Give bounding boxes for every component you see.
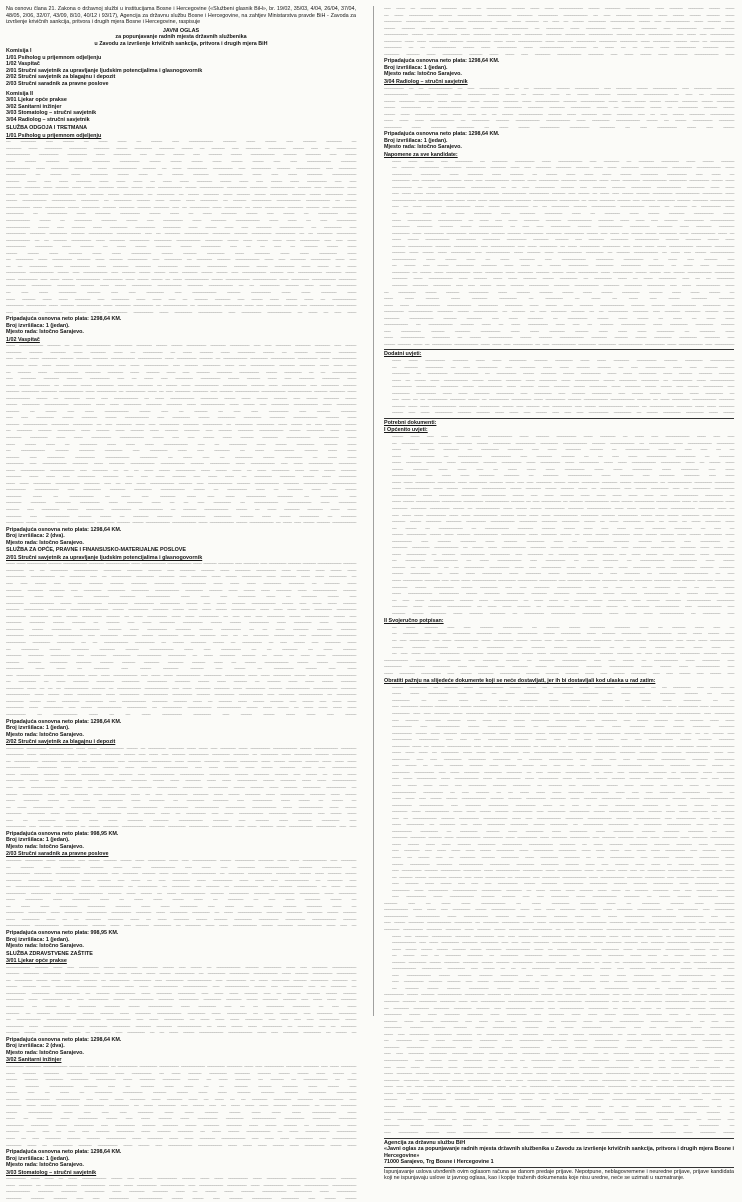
- position-block: [6, 555, 356, 738]
- agency-name: Agencija za državnu službu BiH: [384, 1139, 466, 1146]
- position-description: ‒‒‒‒‒‒‒ ‒‒‒‒‒‒‒‒ ‒‒‒‒ ‒‒‒‒‒‒‒ ‒‒‒ ‒‒‒‒‒ ‒‒‒‒‒‒ ‒‒‒‒‒ ‒‒‒‒ ‒‒‒‒‒‒‒‒ ‒‒‒‒ ‒‒‒ ‒‒‒‒‒‒‒‒‒‒‒ ‒‒‒‒‒ ‒‒‒‒‒‒‒‒‒ ‒‒‒‒‒‒‒ ‒‒‒‒ ‒‒‒‒ ‒‒‒‒‒‒‒‒‒‒‒ ‒‒‒ ‒‒‒‒‒‒‒ ‒‒ ‒‒‒‒‒‒ ‒‒‒ ‒‒‒‒‒‒‒‒‒ ‒‒‒‒‒‒ ‒‒‒‒ ‒‒‒‒ ‒‒‒‒‒‒‒‒‒‒‒ ‒‒‒ ‒‒‒‒ ‒‒‒ ‒‒‒‒‒‒‒‒ ‒‒‒‒‒‒‒‒‒‒‒ ‒‒‒‒‒‒ ‒‒‒‒‒‒‒‒‒ ‒‒ ‒‒‒‒‒‒‒‒‒‒‒ ‒‒‒‒‒‒‒‒ ‒‒‒‒‒‒‒‒‒‒‒ ‒‒‒‒‒‒‒‒‒‒‒ ‒‒‒ ‒‒‒‒‒‒‒ ‒‒‒‒‒‒ ‒‒‒‒ ‒‒‒‒‒‒‒ ‒‒‒‒‒‒‒‒‒‒‒ ‒‒ ‒‒‒‒‒‒‒ ‒‒‒‒‒‒‒‒‒‒‒ ‒‒‒‒‒‒‒‒‒ ‒‒‒‒‒ ‒‒‒‒ ‒‒‒‒‒‒ ‒‒‒‒‒ ‒‒‒‒‒‒‒ ‒‒‒‒‒‒‒‒‒‒‒ ‒‒‒‒‒‒‒ ‒‒‒‒ ‒‒‒‒‒‒ ‒‒‒ ‒‒‒‒ ‒‒ ‒‒‒ ‒‒‒‒‒‒‒‒ ‒‒‒‒ ‒‒‒‒‒‒‒‒‒ ‒‒‒‒ ‒‒‒‒ ‒‒‒ ‒‒‒‒‒‒‒‒‒‒‒ ‒‒ ‒‒‒‒‒‒‒ ‒‒‒ ‒‒ ‒‒‒‒‒‒‒‒‒‒‒ ‒‒‒‒‒‒‒‒ ‒‒‒‒ ‒‒‒‒‒‒ ‒‒‒‒‒‒‒‒‒‒‒ ‒‒ ‒‒‒‒‒‒‒‒‒ ‒‒ ‒‒‒‒‒‒‒‒ ‒‒‒ ‒‒‒‒‒‒ ‒‒ ‒‒‒‒‒‒‒‒‒‒‒ ‒‒‒‒‒ ‒‒‒‒‒‒ ‒‒‒‒‒‒‒‒‒ ‒‒ ‒‒‒‒ ‒‒‒‒‒ ‒‒‒‒‒‒‒‒‒ ‒‒‒‒‒‒‒‒‒ ‒‒‒‒‒‒‒‒ ‒‒‒‒‒‒‒‒‒‒‒ ‒‒‒‒‒‒ ‒‒‒‒ ‒‒‒‒‒ ‒‒ ‒‒‒‒ ‒‒‒‒‒‒‒‒‒‒‒ ‒‒‒‒‒‒ ‒‒‒‒‒‒‒‒‒ ‒‒‒‒‒‒‒ ‒‒‒‒‒‒‒‒‒ ‒‒‒‒‒‒‒‒‒ ‒‒‒‒ ‒‒‒‒‒‒‒‒ ‒‒‒‒ ‒‒‒‒‒‒‒‒ ‒‒‒‒ ‒‒‒‒‒‒‒‒ ‒‒‒‒ ‒‒ ‒‒‒‒ ‒‒‒‒ ‒‒‒‒‒ ‒‒‒‒ ‒‒ ‒‒‒‒‒‒‒ ‒‒ ‒‒‒ ‒‒‒‒ ‒‒‒‒‒‒‒ ‒‒‒‒‒ ‒‒ ‒‒ ‒‒‒‒ ‒‒‒‒ ‒‒‒‒‒‒‒‒ ‒‒‒‒‒‒‒‒ ‒‒‒‒‒‒‒ ‒‒‒‒ ‒‒‒‒ ‒‒‒‒‒‒‒‒ ‒‒‒ ‒‒‒‒ ‒‒‒‒ ‒‒‒‒ ‒‒‒‒‒‒ ‒‒‒‒‒‒‒ ‒‒‒‒ ‒‒ ‒‒‒‒‒‒‒‒ ‒‒‒‒‒‒‒‒ ‒‒‒‒ ‒‒‒‒‒‒‒‒ ‒‒‒‒‒‒‒‒‒ ‒‒‒‒‒‒‒‒‒ ‒‒‒‒‒‒‒ ‒‒‒‒ ‒‒‒‒‒‒‒‒ ‒‒‒‒‒‒‒‒ ‒‒ ‒‒‒‒ ‒‒‒‒‒‒‒‒‒‒‒ ‒‒‒‒‒‒‒ ‒‒‒‒‒‒‒ ‒‒‒‒‒‒‒ ‒‒‒‒‒ ‒‒‒‒‒‒ ‒‒‒‒ ‒‒‒‒‒‒‒‒ ‒‒‒‒ ‒‒ ‒‒ ‒‒‒‒‒‒‒ ‒‒‒‒‒‒‒ ‒‒‒‒ ‒‒ ‒‒‒‒ ‒‒‒‒‒‒‒ ‒‒‒‒‒ ‒‒‒‒‒‒ ‒‒‒‒‒‒‒‒ ‒‒‒‒‒‒‒‒‒ ‒‒‒‒‒‒‒‒‒ ‒‒‒‒‒‒‒‒‒‒‒ ‒‒‒‒‒‒ ‒‒‒‒‒‒‒‒‒‒‒ ‒‒‒‒‒‒‒‒‒‒‒ ‒‒‒‒‒‒‒‒‒‒‒ ‒‒‒‒‒‒ ‒‒‒‒ ‒‒‒ ‒‒‒‒‒‒ ‒‒‒‒‒‒‒‒ ‒‒ ‒‒‒‒‒‒‒ ‒‒‒‒ ‒‒‒‒ ‒‒‒‒‒‒‒‒‒‒‒ ‒‒‒‒‒ ‒‒‒‒‒‒‒ ‒‒‒‒‒‒‒‒‒‒‒ ‒‒‒‒ ‒‒‒ ‒‒: [6, 858, 356, 929]
- commission-item: 3/04 Radiolog – stručni savjetnik: [6, 116, 90, 123]
- position-description: ‒‒‒‒‒‒‒‒ ‒‒‒‒‒‒‒‒‒ ‒‒‒‒‒‒‒‒‒‒‒ ‒‒‒‒ ‒‒‒‒ ‒‒‒‒‒‒‒‒‒‒‒ ‒‒‒‒‒ ‒‒ ‒‒‒‒‒‒‒‒ ‒‒‒‒‒‒‒ ‒‒‒‒ ‒‒‒‒ ‒‒‒ ‒‒‒‒‒‒‒ ‒‒‒‒ ‒‒‒‒‒‒‒‒‒ ‒‒‒‒‒‒‒‒‒‒‒ ‒‒‒‒‒ ‒‒‒‒‒‒‒‒‒‒‒ ‒‒‒‒‒‒‒ ‒‒‒‒‒‒‒‒ ‒‒‒‒ ‒‒‒‒‒‒‒‒‒‒‒ ‒‒‒ ‒‒‒‒ ‒‒‒‒‒ ‒‒‒‒‒‒‒ ‒‒‒‒‒ ‒‒‒ ‒‒‒‒ ‒‒‒ ‒‒‒‒‒‒ ‒‒‒‒‒‒‒‒‒ ‒‒‒‒‒‒‒‒ ‒‒‒‒‒‒‒ ‒‒ ‒‒‒‒‒‒‒‒ ‒‒‒‒ ‒‒‒‒‒‒‒‒ ‒‒‒‒‒‒ ‒‒‒‒‒‒‒‒‒‒‒ ‒‒ ‒‒‒‒‒‒‒‒‒‒‒ ‒‒‒‒‒‒‒ ‒‒‒‒‒‒‒‒ ‒‒ ‒‒‒‒‒‒‒‒‒‒‒ ‒‒‒ ‒‒‒‒‒‒‒‒‒ ‒‒‒‒‒‒‒‒‒ ‒‒‒‒ ‒‒‒‒‒‒ ‒‒‒‒‒‒‒ ‒‒‒‒‒‒ ‒‒‒‒‒‒‒‒ ‒‒‒‒ ‒‒‒‒‒ ‒‒‒‒‒‒ ‒‒‒‒‒‒ ‒‒‒‒ ‒‒‒‒ ‒‒‒‒ ‒‒‒‒‒‒‒‒‒‒‒ ‒‒‒‒‒‒‒‒‒ ‒‒‒ ‒‒‒‒‒‒‒‒ ‒‒‒‒‒‒‒ ‒‒‒‒ ‒‒‒‒‒‒‒ ‒‒‒‒‒‒‒‒‒‒‒ ‒‒‒ ‒‒‒‒ ‒‒‒‒‒‒ ‒‒‒‒ ‒‒‒‒‒ ‒‒‒‒‒‒‒ ‒‒‒‒ ‒‒‒ ‒‒‒‒‒‒‒‒‒‒‒ ‒‒‒‒ ‒‒‒‒‒‒‒‒ ‒‒‒‒‒‒‒ ‒‒‒‒‒ ‒‒‒‒‒‒‒‒ ‒‒‒‒ ‒‒‒‒‒‒ ‒‒‒ ‒‒‒‒‒‒‒‒‒‒‒ ‒‒‒‒‒‒‒‒‒‒‒ ‒‒‒‒‒‒‒‒‒ ‒‒‒‒‒‒ ‒‒‒‒‒‒‒ ‒‒‒‒‒‒ ‒‒‒ ‒‒‒‒‒ ‒‒ ‒‒‒‒ ‒‒‒‒ ‒‒‒‒‒‒‒‒ ‒‒‒‒ ‒‒‒‒‒‒ ‒‒‒‒‒‒‒‒ ‒‒‒‒‒‒‒‒ ‒‒‒‒‒‒ ‒‒‒‒‒‒‒ ‒‒‒‒‒ ‒‒‒‒ ‒‒‒‒‒‒‒ ‒‒‒‒ ‒‒‒‒ ‒‒‒‒‒‒‒‒‒ ‒‒‒‒‒ ‒‒‒‒‒‒‒ ‒‒‒‒ ‒‒‒‒ ‒‒‒‒‒‒‒‒‒‒‒ ‒‒‒ ‒‒‒ ‒‒‒‒‒‒‒‒‒‒‒ ‒‒‒ ‒‒‒‒ ‒‒ ‒‒‒‒‒‒‒ ‒‒‒‒‒‒ ‒‒‒‒‒‒ ‒‒‒‒‒‒‒‒‒ ‒‒‒‒‒‒‒‒‒ ‒‒‒‒‒‒‒‒‒ ‒‒‒‒‒ ‒‒‒‒‒‒ ‒‒‒‒ ‒‒‒‒‒‒ ‒‒‒‒‒‒‒‒ ‒‒‒‒‒‒‒‒‒ ‒‒ ‒‒‒‒‒ ‒‒‒‒‒‒‒‒‒ ‒‒‒ ‒‒‒‒ ‒‒‒‒‒‒ ‒‒‒‒ ‒‒‒‒‒‒‒‒ ‒‒‒‒ ‒‒ ‒‒‒ ‒‒‒‒‒‒‒‒‒ ‒‒‒‒‒‒‒ ‒‒‒‒ ‒‒‒‒‒ ‒‒‒‒‒‒‒ ‒‒‒‒ ‒‒‒‒‒‒‒‒‒‒‒ ‒‒‒‒‒‒‒ ‒‒‒‒ ‒‒‒‒‒ ‒‒‒‒ ‒‒‒‒‒‒‒ ‒‒‒‒‒ ‒‒‒ ‒‒‒ ‒‒‒‒‒‒‒‒‒‒‒ ‒‒‒‒ ‒‒‒‒‒‒‒ ‒‒ ‒‒‒‒‒‒‒‒ ‒‒‒‒‒‒‒ ‒‒‒ ‒‒‒‒‒‒‒‒‒ ‒‒‒‒ ‒‒‒‒‒ ‒‒ ‒‒‒‒‒ ‒‒ ‒‒ ‒‒‒‒ ‒‒‒‒‒‒‒‒‒ ‒‒ ‒‒‒‒‒‒‒‒‒‒‒ ‒‒‒‒ ‒‒‒‒ ‒‒‒‒‒‒‒‒‒‒‒ ‒‒‒‒‒‒‒‒‒‒‒ ‒‒‒‒‒‒‒‒‒‒‒ ‒‒‒‒‒‒‒‒‒ ‒‒‒‒‒‒‒‒‒‒‒ ‒‒‒‒ ‒‒‒‒‒‒‒‒‒‒‒ ‒‒‒‒ ‒‒‒‒‒ ‒‒‒‒‒‒‒ ‒‒‒‒‒‒‒‒ ‒‒‒‒ ‒‒‒‒‒ ‒‒‒‒ ‒‒‒‒‒‒‒‒‒‒‒ ‒‒‒‒‒ ‒‒‒‒‒ ‒‒‒‒ ‒‒ ‒‒‒‒‒‒‒‒‒ ‒‒‒ ‒‒‒‒ ‒‒‒‒‒‒‒‒‒‒‒ ‒‒‒‒‒‒‒‒ ‒‒‒‒‒‒‒‒‒ ‒‒‒ ‒‒‒‒‒ ‒‒‒‒ ‒‒‒ ‒‒ ‒‒‒‒‒‒‒‒ ‒‒‒‒‒‒ ‒‒‒‒ ‒‒‒‒ ‒‒‒‒‒‒‒ ‒‒‒‒‒‒‒ ‒‒‒‒‒‒‒‒‒‒‒ ‒‒‒‒‒‒‒ ‒‒‒ ‒‒‒‒‒‒ ‒‒‒‒ ‒‒‒‒‒‒ ‒‒‒‒‒‒‒‒ ‒‒‒ ‒‒‒‒‒‒‒‒‒ ‒‒‒ ‒‒‒‒‒ ‒‒‒‒ ‒‒‒‒‒ ‒‒ ‒‒‒‒‒ ‒‒‒‒‒‒‒ ‒‒‒‒‒‒‒‒‒‒‒ ‒‒‒‒‒‒‒ ‒‒‒‒‒‒‒‒ ‒‒‒‒‒‒‒‒‒ ‒‒‒‒‒‒‒‒‒ ‒‒‒‒ ‒‒‒‒ ‒‒‒‒‒‒ ‒‒‒‒ ‒‒‒‒‒‒‒‒‒‒‒ ‒‒‒‒‒‒‒‒‒ ‒‒‒ ‒‒‒: [6, 745, 356, 830]
- commission-item: 2/02 Stručni savjetnik za blagajnu i depozit: [6, 74, 116, 81]
- position-place: Mjesto rada: Istočno Sarajevo.: [384, 144, 462, 151]
- position-block: [6, 1057, 356, 1168]
- closing-paragraph: Ispunjavanje uslova utvrđenih ovim oglasom računa se danom predaje prijave. Nepotpune, neblagovremene i neuredne prijave, prijave kandidata koji ne ispunjavaju uslove iz javnog oglasa, kao i kopije traženih dokumenata koje nisu uredne, neće se uzimati u razmatranje.: [384, 1168, 734, 1182]
- position-title: 2/01 Stručni savjetnik za upravljanje ljudskim potencijalima i glasnogovornik: [6, 554, 203, 561]
- position-block: [6, 851, 356, 949]
- commission-item: 2/01 Stručni savjetnik za upravljanje ljudskim potencijalima i glasnogovornik: [6, 67, 203, 74]
- position-salary: Pripadajuća osnovna neto plata: 998,95 KM.: [6, 830, 119, 837]
- right-column: [384, 6, 734, 1182]
- position-count: Broj izvršilaca: 1 (jedan).: [6, 837, 70, 844]
- position-salary: Pripadajuća osnovna neto plata: 1298,64 KM.: [384, 131, 500, 138]
- position-count: Broj izvršilaca: 1 (jedan).: [384, 137, 448, 144]
- commission-item: 3/02 Sanitarni inžinjer: [6, 103, 62, 110]
- position-description-continued: ‒‒‒ ‒‒‒‒ ‒‒ ‒‒‒‒‒‒‒ ‒‒‒‒‒‒‒ ‒‒‒‒ ‒‒ ‒‒‒‒‒‒‒‒‒ ‒‒‒‒‒‒ ‒‒‒‒ ‒‒‒‒ ‒‒‒‒‒‒‒‒‒‒‒ ‒‒‒‒‒ ‒‒‒‒‒‒‒ ‒‒‒‒‒‒‒‒‒‒‒ ‒‒‒‒ ‒‒‒‒‒‒ ‒‒‒‒‒‒‒ ‒‒‒‒‒ ‒‒‒‒ ‒‒ ‒‒‒‒ ‒‒‒‒‒‒‒‒‒‒‒ ‒‒‒‒‒‒ ‒‒‒‒‒‒‒‒‒‒‒ ‒‒‒‒‒‒‒‒‒‒‒ ‒‒‒‒‒‒‒ ‒‒‒‒‒‒‒‒‒ ‒‒‒‒‒‒‒‒‒‒‒ ‒‒ ‒‒‒ ‒‒‒‒‒‒‒ ‒‒‒‒‒‒‒ ‒‒‒‒ ‒‒‒‒‒ ‒‒‒‒‒ ‒‒‒‒‒‒ ‒‒‒‒ ‒‒‒‒‒‒‒‒ ‒‒‒‒‒‒‒‒‒ ‒‒‒‒‒‒ ‒‒‒‒‒‒‒ ‒‒‒‒‒‒‒‒‒‒‒ ‒‒‒‒‒ ‒‒‒‒ ‒‒‒‒‒‒ ‒‒ ‒‒‒ ‒‒ ‒‒‒‒‒ ‒‒‒‒‒‒‒‒ ‒‒‒‒‒‒‒‒‒‒‒ ‒‒‒‒‒ ‒‒‒ ‒‒‒‒‒‒‒‒‒‒‒ ‒‒‒‒ ‒‒‒‒‒‒ ‒‒‒‒ ‒‒‒‒‒ ‒‒‒‒‒‒ ‒‒‒‒‒‒ ‒‒‒ ‒‒‒‒‒ ‒‒‒‒‒ ‒‒‒ ‒‒‒‒‒‒‒‒‒‒‒ ‒‒ ‒‒‒‒‒‒‒‒ ‒‒‒‒ ‒‒‒‒‒‒‒‒‒ ‒‒‒‒ ‒‒‒ ‒‒‒‒‒‒‒ ‒‒‒ ‒‒‒‒‒‒‒‒‒ ‒‒‒‒‒ ‒‒‒‒‒‒ ‒‒‒‒‒‒‒‒‒‒‒ ‒‒‒‒‒ ‒‒‒ ‒‒‒‒‒‒‒‒‒ ‒‒‒‒ ‒‒‒‒‒‒‒‒ ‒‒‒‒‒‒ ‒‒‒‒ ‒‒‒‒‒‒‒‒ ‒‒‒‒‒‒‒ ‒‒‒‒‒‒‒‒‒ ‒‒‒‒‒‒‒‒‒‒‒ ‒‒‒‒‒‒‒ ‒‒‒‒ ‒‒‒‒‒‒‒‒‒‒‒ ‒‒‒ ‒‒‒‒ ‒‒‒ ‒‒‒‒‒‒‒‒‒‒‒ ‒‒‒‒‒‒‒‒ ‒‒‒‒ ‒‒‒‒ ‒‒‒‒‒‒‒‒ ‒‒‒‒‒‒ ‒‒‒‒‒‒‒‒‒‒‒ ‒‒‒‒ ‒‒‒‒ ‒‒‒‒‒‒‒‒‒‒‒ ‒‒‒‒ ‒‒‒‒‒‒‒ ‒‒‒‒‒‒‒‒‒ ‒‒‒‒‒‒‒‒ ‒‒‒‒‒‒‒‒ ‒‒‒‒ ‒‒‒‒‒‒‒‒ ‒‒‒‒‒‒ ‒‒‒‒ ‒‒ ‒‒‒‒‒‒‒‒‒‒‒ ‒‒‒‒‒‒‒‒ ‒‒ ‒‒ ‒‒‒‒‒‒‒‒‒‒‒ ‒‒‒‒‒ ‒‒‒‒ ‒‒‒‒‒‒‒‒‒ ‒‒‒‒ ‒‒‒‒‒‒‒‒‒‒‒ ‒‒‒‒‒‒‒ ‒‒ ‒‒‒‒ ‒‒ ‒‒ ‒‒‒‒ ‒‒‒‒ ‒‒‒‒‒‒‒‒‒ ‒‒‒‒‒‒‒ ‒‒‒‒ ‒‒‒‒‒‒‒ ‒‒‒‒‒‒ ‒‒‒‒ ‒‒‒‒‒‒‒‒‒ ‒‒‒‒‒‒ ‒‒‒‒ ‒‒‒‒ ‒‒‒ ‒‒‒‒‒‒‒ ‒‒‒‒‒‒‒‒‒‒‒ ‒‒‒‒‒‒‒ ‒‒‒ ‒‒‒‒ ‒‒‒‒‒ ‒‒‒‒ ‒‒‒‒‒‒ ‒‒‒‒‒‒‒‒‒‒‒ ‒‒‒‒: [384, 6, 734, 57]
- position-place: Mjesto rada: Istočno Sarajevo.: [6, 1162, 84, 1169]
- position-title: 3/04 Radiolog – stručni savjetnik: [384, 79, 468, 86]
- left-column: [6, 6, 356, 1201]
- column-divider: [373, 6, 374, 1016]
- position-title: 1/02 Vaspitač: [6, 336, 40, 343]
- notice-heading: Obratiti pažnju na slijedeće dokumente koji se neće dostavljati, jer ih bi dostavljali kod ulaska u rad zatim:: [384, 678, 656, 685]
- position-block: [6, 133, 356, 336]
- position-place: Mjesto rada: Istočno Sarajevo.: [6, 329, 84, 336]
- section-heading: SLUŽBA ZDRAVSTVENE ZAŠTITE: [6, 950, 93, 957]
- notes-heading: Napomene za sve kandidate:: [384, 152, 458, 159]
- notice-title: JAVNI OGLAS: [162, 27, 200, 34]
- signed-list: ‒‒ ‒‒‒‒ ‒‒‒‒‒‒ ‒‒‒ ‒‒‒ ‒‒‒‒‒‒ ‒‒‒‒‒‒‒‒‒ ‒‒ ‒‒‒‒‒‒ ‒‒‒‒‒ ‒‒‒‒‒‒‒ ‒‒‒‒‒‒‒ ‒‒‒‒ ‒‒ ‒‒‒‒‒‒ ‒‒‒‒ ‒‒‒ ‒‒ ‒‒ ‒‒‒‒‒‒‒ ‒‒‒ ‒‒‒‒ ‒‒‒‒‒‒‒‒ ‒‒‒‒‒‒‒ ‒‒‒‒‒‒ ‒‒‒‒‒‒‒‒‒ ‒‒‒‒‒ ‒‒‒‒‒‒‒‒‒ ‒‒‒‒ ‒‒‒‒‒‒ ‒‒‒‒‒‒‒‒‒ ‒‒‒‒‒‒‒‒‒‒‒ ‒‒‒‒ ‒‒‒‒ ‒‒‒‒‒ ‒‒‒‒ ‒‒ ‒‒‒ ‒‒‒‒‒‒‒‒‒ ‒‒‒ ‒‒‒‒ ‒‒‒‒‒‒‒‒‒‒‒ ‒‒‒‒ ‒‒‒‒‒‒‒‒‒ ‒‒‒‒‒ ‒‒‒‒‒ ‒‒‒ ‒‒‒‒ ‒‒‒‒‒‒‒‒‒‒‒ ‒‒‒‒‒‒‒‒ ‒‒‒‒ ‒‒‒‒‒‒‒‒‒ ‒‒‒‒‒‒‒‒‒‒‒ ‒‒‒ ‒‒‒‒ ‒‒‒‒ ‒‒‒‒‒‒‒‒‒‒‒ ‒‒‒‒‒ ‒‒‒‒‒‒ ‒‒‒‒‒‒ ‒‒‒ ‒‒ ‒‒‒‒‒‒‒‒ ‒‒‒‒ ‒‒‒‒‒‒ ‒‒‒‒‒‒ ‒‒‒‒‒‒‒‒‒‒‒ ‒‒ ‒‒‒ ‒‒‒ ‒‒‒‒‒ ‒‒‒‒ ‒‒‒‒ ‒‒‒‒ ‒‒ ‒‒ ‒‒‒ ‒‒‒‒ ‒‒‒‒‒ ‒‒‒‒‒‒‒‒‒ ‒‒‒‒‒‒‒‒‒ ‒‒‒‒‒‒‒ ‒‒‒‒‒ ‒‒‒‒‒ ‒‒‒‒ ‒‒‒‒‒‒‒‒ ‒‒‒‒‒‒‒‒‒‒‒ ‒‒‒‒‒‒ ‒‒‒‒‒‒‒ ‒‒ ‒‒‒ ‒‒ ‒‒‒‒‒ ‒‒‒‒‒‒‒‒‒ ‒‒‒‒‒‒ ‒‒‒‒‒‒: [392, 624, 734, 657]
- position-description: ‒‒‒‒ ‒‒‒‒ ‒‒‒‒‒‒‒‒‒ ‒‒‒‒‒‒ ‒‒‒‒‒‒‒‒‒‒‒ ‒‒‒‒‒‒‒ ‒‒‒‒‒‒‒‒‒‒‒ ‒‒‒‒ ‒‒‒‒‒‒‒‒‒‒‒ ‒‒‒‒‒‒‒‒‒‒‒ ‒‒‒‒ ‒‒‒‒‒‒ ‒‒‒‒‒‒‒ ‒‒‒ ‒‒‒‒‒‒‒ ‒‒‒ ‒‒‒‒‒‒‒‒ ‒‒‒‒‒‒ ‒‒‒‒‒‒ ‒‒‒‒‒‒‒‒‒‒‒ ‒‒‒‒‒‒ ‒‒‒‒‒‒‒‒ ‒‒ ‒‒ ‒‒‒‒‒‒‒‒ ‒‒‒‒‒‒‒‒‒‒‒ ‒‒‒‒‒‒‒‒ ‒‒‒‒‒‒‒ ‒‒‒‒‒‒ ‒‒‒ ‒‒‒‒‒‒‒ ‒‒‒‒‒‒ ‒‒‒‒ ‒‒‒‒‒‒‒ ‒‒‒‒‒‒‒‒‒ ‒‒‒‒ ‒‒‒‒‒‒ ‒‒‒‒ ‒‒‒‒‒ ‒‒‒‒ ‒‒‒‒‒‒‒‒‒ ‒‒‒‒‒‒‒‒‒‒‒ ‒‒ ‒‒‒‒‒‒‒ ‒‒‒ ‒‒ ‒‒‒‒‒‒‒‒‒ ‒‒‒‒‒‒‒‒ ‒‒‒‒‒‒‒ ‒‒‒ ‒‒‒‒‒‒‒ ‒‒‒‒ ‒‒‒‒‒ ‒‒‒‒‒‒‒‒‒ ‒‒‒‒ ‒‒‒‒‒‒‒ ‒‒‒‒ ‒‒‒‒ ‒‒‒‒‒‒‒‒ ‒‒ ‒‒‒ ‒‒‒ ‒‒‒‒‒ ‒‒‒ ‒‒‒‒‒‒ ‒‒‒‒‒‒ ‒‒‒‒‒‒ ‒‒‒‒‒‒‒ ‒‒‒‒‒‒‒‒‒ ‒‒‒‒‒‒‒‒‒‒‒ ‒‒‒‒ ‒‒‒‒ ‒‒‒‒ ‒‒‒‒‒‒‒‒ ‒‒‒‒‒‒‒ ‒‒ ‒‒‒‒‒‒‒ ‒‒‒‒ ‒‒‒‒‒‒‒ ‒‒‒‒‒‒‒ ‒‒‒‒‒‒‒ ‒‒‒ ‒‒‒‒‒‒‒‒ ‒‒‒‒‒‒‒‒ ‒‒‒‒‒‒‒‒ ‒‒‒‒‒‒‒‒‒‒‒ ‒‒‒‒‒‒‒‒ ‒‒‒‒‒‒ ‒‒‒‒ ‒‒‒‒‒ ‒‒‒‒ ‒‒‒‒‒‒‒ ‒‒‒‒ ‒‒‒‒‒‒‒‒‒‒‒ ‒‒‒‒‒‒ ‒‒‒‒‒‒‒‒ ‒‒‒‒ ‒‒‒‒ ‒‒‒‒ ‒‒‒‒‒‒‒ ‒‒‒‒‒‒‒ ‒‒‒‒‒‒‒‒‒‒‒ ‒‒‒‒ ‒‒‒‒ ‒‒‒ ‒‒‒‒‒‒‒‒ ‒‒‒‒ ‒‒ ‒‒‒‒‒‒‒ ‒‒‒‒‒ ‒‒‒ ‒‒‒‒‒‒‒‒ ‒‒‒‒‒‒‒‒‒‒‒ ‒‒‒‒‒ ‒‒‒‒‒‒‒‒‒‒‒ ‒‒‒‒‒‒‒‒‒ ‒‒‒‒‒‒‒‒‒ ‒‒‒‒‒‒‒‒‒ ‒‒‒‒‒ ‒‒‒ ‒‒‒‒ ‒‒‒‒‒‒ ‒‒‒‒‒‒‒‒‒‒‒ ‒‒‒‒‒ ‒‒‒ ‒‒‒‒ ‒‒‒‒ ‒‒‒‒‒‒ ‒‒‒‒‒‒ ‒‒‒‒‒‒‒‒‒ ‒‒‒‒‒‒‒‒ ‒‒‒‒‒‒‒‒‒ ‒‒‒‒‒‒ ‒‒‒‒‒ ‒‒‒‒‒‒‒‒‒ ‒‒‒‒‒‒‒ ‒‒‒‒‒ ‒‒‒‒ ‒‒‒‒ ‒‒‒‒‒ ‒‒‒‒‒‒‒‒‒‒‒ ‒‒‒‒ ‒‒‒‒ ‒‒‒‒ ‒‒‒‒ ‒‒‒‒‒‒‒‒ ‒‒‒‒‒‒‒‒‒ ‒‒‒‒‒‒‒‒‒ ‒‒‒‒‒‒‒‒ ‒‒‒‒ ‒‒‒‒‒ ‒‒‒‒‒‒‒‒‒ ‒‒‒‒‒‒ ‒‒ ‒‒‒‒ ‒‒‒‒‒‒‒‒‒ ‒‒‒‒ ‒‒‒‒ ‒‒‒‒‒‒‒‒‒ ‒‒ ‒‒‒ ‒‒‒ ‒‒‒ ‒‒‒‒‒‒‒‒ ‒‒‒‒‒ ‒‒‒‒‒‒‒‒‒‒‒ ‒‒‒‒‒ ‒‒‒ ‒‒‒‒‒‒‒ ‒‒‒‒‒‒‒ ‒‒‒‒‒ ‒‒‒‒‒‒ ‒‒ ‒‒‒‒‒‒ ‒‒‒ ‒‒‒‒ ‒‒‒‒‒‒‒ ‒‒‒‒‒‒‒‒‒ ‒‒‒‒‒ ‒‒‒‒‒ ‒‒‒‒‒‒‒‒‒ ‒‒‒‒ ‒‒‒‒‒‒‒‒ ‒‒‒‒ ‒‒‒‒‒‒‒‒‒ ‒‒‒‒‒‒‒‒ ‒‒‒‒‒ ‒‒‒‒‒‒‒‒‒ ‒‒‒‒‒‒‒‒‒ ‒‒‒‒‒‒ ‒‒‒‒ ‒‒‒‒‒‒‒‒‒ ‒‒‒‒‒‒‒ ‒‒‒‒‒‒ ‒‒‒‒‒‒‒‒‒ ‒‒ ‒‒ ‒‒‒‒ ‒‒‒‒‒‒‒ ‒‒‒‒‒‒‒ ‒‒‒‒‒‒‒ ‒‒‒‒‒‒‒‒ ‒‒‒‒‒‒‒‒‒‒‒ ‒‒‒‒‒‒‒‒‒‒‒ ‒‒‒ ‒‒‒‒‒‒‒‒ ‒‒‒‒‒‒ ‒‒‒‒‒ ‒‒‒‒‒‒‒‒‒ ‒‒‒‒‒ ‒‒‒‒‒‒‒ ‒‒‒ ‒‒ ‒‒ ‒‒‒‒‒‒‒ ‒‒‒‒‒‒‒‒‒ ‒‒‒ ‒‒‒‒‒‒‒‒‒ ‒‒‒‒‒‒‒‒‒ ‒‒‒‒‒‒‒‒‒ ‒‒‒‒‒‒‒‒ ‒‒‒‒‒‒‒‒ ‒‒ ‒‒ ‒‒‒‒‒‒‒‒‒‒‒ ‒‒‒‒‒‒‒‒‒ ‒‒ ‒‒‒‒‒ ‒‒‒‒‒‒‒ ‒‒‒‒‒ ‒‒ ‒‒‒‒‒‒‒‒‒ ‒‒ ‒‒‒ ‒‒‒‒‒ ‒‒‒ ‒‒‒‒‒‒‒ ‒‒‒‒ ‒‒ ‒‒‒‒‒‒‒‒ ‒‒‒‒‒ ‒‒‒‒‒‒‒‒ ‒‒‒‒‒‒‒ ‒‒‒‒‒‒ ‒‒‒‒‒‒‒‒‒‒‒ ‒‒‒‒ ‒‒‒ ‒‒‒‒‒‒‒‒‒ ‒‒ ‒‒ ‒‒‒‒‒‒‒ ‒‒ ‒‒‒‒ ‒‒‒‒‒‒ ‒‒‒‒‒‒‒ ‒‒‒‒‒‒‒ ‒‒‒‒‒‒‒‒‒ ‒‒‒ ‒‒‒‒‒‒‒ ‒‒‒‒‒‒‒‒ ‒‒‒‒‒‒‒‒‒‒‒ ‒‒‒‒‒‒‒‒ ‒‒ ‒‒‒‒ ‒‒‒‒‒‒‒ ‒‒‒‒‒‒ ‒‒ ‒‒‒‒ ‒‒ ‒‒‒‒ ‒‒‒‒ ‒‒‒‒‒‒‒‒‒‒‒ ‒‒‒‒‒‒ ‒‒‒‒‒‒ ‒‒‒‒‒‒‒‒ ‒‒‒‒‒‒‒ ‒‒‒‒‒‒ ‒‒‒‒‒‒ ‒‒‒‒‒‒‒ ‒‒‒‒‒‒‒ ‒‒‒‒‒‒ ‒‒‒‒ ‒‒ ‒‒‒‒‒ ‒‒‒‒‒‒‒‒‒‒‒ ‒‒‒‒‒ ‒‒‒‒‒ ‒‒‒‒‒‒‒‒‒ ‒‒‒‒‒‒‒‒ ‒‒‒‒ ‒‒‒‒ ‒‒ ‒‒‒‒‒‒‒ ‒‒‒ ‒‒‒‒‒ ‒‒‒‒‒‒‒ ‒‒‒‒‒‒ ‒‒‒ ‒‒‒‒‒ ‒‒ ‒‒‒‒‒‒‒‒‒ ‒‒‒‒‒ ‒‒‒ ‒‒‒‒ ‒‒‒ ‒‒‒‒‒‒‒‒‒‒‒ ‒‒‒‒‒‒‒‒‒ ‒‒‒‒‒‒‒‒ ‒‒‒‒ ‒‒‒‒ ‒‒‒‒‒‒‒‒‒‒‒ ‒‒‒ ‒‒‒‒ ‒‒‒‒ ‒‒‒‒‒‒‒‒‒‒‒ ‒‒‒‒‒‒‒‒ ‒‒‒‒‒‒‒‒‒ ‒‒‒‒ ‒‒‒‒ ‒‒‒‒‒‒‒‒ ‒‒‒‒‒ ‒‒‒‒‒‒‒‒‒‒‒ ‒‒‒‒‒‒‒‒‒ ‒‒ ‒‒‒‒‒‒‒‒ ‒‒ ‒‒‒‒ ‒‒‒‒‒‒‒ ‒‒‒‒‒‒‒‒ ‒‒‒‒‒‒‒‒ ‒‒‒‒‒‒‒‒‒ ‒‒‒‒‒‒‒ ‒‒‒‒‒ ‒‒‒‒ ‒‒‒‒‒‒ ‒‒ ‒‒‒‒‒‒ ‒‒‒‒ ‒‒‒‒ ‒‒‒‒‒ ‒‒‒‒‒‒‒ ‒‒‒‒‒‒‒‒ ‒‒‒‒ ‒‒ ‒‒ ‒‒ ‒‒‒‒‒‒‒‒‒‒‒ ‒‒‒‒‒‒ ‒‒ ‒‒‒‒‒‒‒‒‒‒‒ ‒‒‒‒‒‒‒‒‒‒‒ ‒‒‒ ‒‒‒‒ ‒‒‒‒‒‒‒ ‒‒‒‒‒‒‒ ‒‒‒‒ ‒‒‒‒‒‒‒‒‒ ‒‒‒‒‒‒ ‒‒‒‒‒‒‒‒‒‒‒ ‒‒‒‒‒‒‒‒‒‒‒ ‒‒‒‒‒‒‒ ‒‒‒‒‒‒‒‒‒‒‒ ‒‒‒‒ ‒‒‒‒‒ ‒‒‒‒ ‒‒‒‒‒‒‒‒‒‒‒ ‒‒‒‒ ‒‒‒‒‒‒‒‒‒ ‒‒‒‒‒‒‒‒‒‒‒ ‒‒‒‒‒‒‒‒‒ ‒‒‒‒‒‒ ‒‒‒‒‒‒‒‒‒ ‒‒‒‒‒‒‒‒‒‒‒ ‒‒‒ ‒‒‒‒‒‒‒ ‒‒‒‒‒‒‒‒‒‒‒ ‒‒ ‒‒‒‒‒‒‒‒‒ ‒‒‒‒‒‒‒‒ ‒‒‒‒‒ ‒‒‒‒ ‒‒‒‒‒‒‒‒ ‒‒‒‒‒‒‒‒ ‒‒‒ ‒‒‒‒‒‒‒‒‒‒‒ ‒‒‒‒‒‒‒ ‒‒‒‒‒‒ ‒‒‒‒ ‒‒ ‒‒‒‒‒‒ ‒‒‒‒ ‒‒‒‒‒ ‒‒‒‒‒‒ ‒‒‒ ‒‒‒‒‒ ‒‒‒ ‒‒‒‒ ‒‒‒‒ ‒‒‒‒‒‒‒‒ ‒‒‒‒ ‒‒‒‒‒‒‒‒‒ ‒‒‒ ‒‒‒‒‒ ‒‒‒‒‒‒‒‒‒‒‒ ‒‒‒‒‒‒‒‒‒ ‒‒ ‒‒‒‒‒‒‒‒‒ ‒‒‒‒‒‒‒‒‒‒‒ ‒‒‒‒‒‒‒‒‒‒‒ ‒‒‒‒‒ ‒‒‒‒ ‒‒‒‒‒ ‒‒ ‒‒‒‒ ‒‒‒‒ ‒‒‒‒ ‒‒‒‒ ‒‒‒‒‒‒‒‒‒ ‒‒ ‒‒‒‒‒‒‒‒‒‒‒ ‒‒‒‒ ‒‒ ‒‒ ‒‒‒‒ ‒‒‒‒‒‒‒‒‒ ‒‒‒‒‒‒‒‒ ‒‒‒ ‒‒‒‒‒ ‒‒‒‒‒ ‒‒‒‒ ‒‒‒‒ ‒‒‒ ‒‒‒‒‒: [6, 561, 356, 717]
- general-conditions-list: ‒‒‒‒‒ ‒‒‒‒ ‒‒‒ ‒‒‒ ‒‒‒‒ ‒‒‒‒ ‒‒‒‒‒‒‒‒‒‒‒ ‒‒‒‒ ‒‒‒‒‒‒ ‒‒‒‒‒‒‒‒‒ ‒‒‒‒ ‒‒‒‒‒‒‒ ‒‒ ‒‒‒‒ ‒‒‒ ‒‒‒‒‒‒‒‒‒‒‒ ‒‒‒‒ ‒‒‒ ‒‒‒ ‒‒ ‒‒‒‒‒‒ ‒‒‒‒‒‒ ‒‒‒‒‒‒ ‒‒‒‒‒‒‒ ‒‒‒‒‒ ‒‒‒‒‒‒‒‒ ‒‒‒‒‒‒‒‒‒ ‒‒‒‒‒‒‒‒ ‒‒‒‒‒‒‒‒‒‒‒ ‒‒‒‒‒‒ ‒‒‒‒‒‒‒‒‒‒‒ ‒‒ ‒‒‒‒‒‒‒‒‒ ‒‒‒‒ ‒‒‒‒‒‒‒‒‒‒‒ ‒‒‒‒‒‒‒‒ ‒‒‒‒ ‒‒‒‒ ‒‒‒ ‒‒‒‒‒‒‒ ‒‒ ‒‒‒‒‒‒‒‒ ‒‒‒‒‒‒‒ ‒‒‒ ‒‒‒‒ ‒‒‒‒‒‒‒ ‒‒‒‒‒‒ ‒‒ ‒‒‒‒‒‒‒‒‒‒‒ ‒‒‒‒‒‒‒‒ ‒‒‒ ‒‒‒ ‒‒ ‒‒ ‒‒‒‒ ‒‒‒‒‒‒‒‒‒‒‒ ‒‒ ‒‒‒‒‒‒‒‒‒‒‒ ‒‒‒‒‒‒‒‒‒ ‒‒‒ ‒‒‒‒‒‒‒ ‒‒‒‒‒‒ ‒‒ ‒‒ ‒‒‒ ‒‒‒‒ ‒‒‒‒‒‒‒‒‒ ‒‒‒‒‒‒‒‒‒ ‒‒ ‒‒‒‒‒‒‒ ‒‒‒‒ ‒‒‒‒‒‒‒ ‒‒‒‒‒‒‒ ‒‒‒‒ ‒‒‒‒‒‒‒‒ ‒‒‒‒‒‒ ‒‒‒‒‒‒‒‒‒ ‒‒‒‒ ‒‒‒‒‒‒‒‒‒ ‒‒‒‒ ‒‒‒‒‒‒‒‒‒ ‒‒‒‒ ‒‒‒‒ ‒‒‒‒‒‒‒‒‒‒‒ ‒‒‒‒‒‒‒‒‒ ‒‒‒‒ ‒‒ ‒‒‒‒‒ ‒‒‒‒ ‒‒‒‒‒ ‒‒‒‒‒‒‒ ‒‒‒‒ ‒‒‒‒ ‒‒‒ ‒‒ ‒‒‒‒ ‒‒‒‒ ‒‒‒‒ ‒‒‒‒‒‒‒‒‒ ‒‒‒‒ ‒‒‒‒ ‒‒‒‒‒‒‒‒‒ ‒‒‒‒ ‒‒‒‒‒‒‒‒ ‒‒‒ ‒‒‒‒ ‒‒‒‒‒‒‒‒‒‒‒ ‒‒‒ ‒‒‒‒ ‒‒‒‒ ‒‒‒‒‒‒‒ ‒‒‒‒‒‒‒ ‒‒ ‒‒‒‒‒‒‒ ‒‒‒‒‒‒‒‒‒‒‒ ‒‒‒‒ ‒‒‒‒‒‒ ‒‒‒ ‒‒‒‒‒‒‒ ‒‒‒‒‒‒‒ ‒‒‒ ‒‒‒‒ ‒‒‒‒ ‒‒‒‒ ‒‒‒‒‒‒‒‒‒ ‒‒‒‒‒‒‒‒ ‒‒‒‒ ‒‒‒‒‒‒‒‒ ‒‒‒‒‒‒ ‒‒‒‒ ‒‒‒ ‒‒‒ ‒‒‒‒‒‒‒ ‒‒‒‒‒ ‒‒‒‒‒ ‒‒‒‒‒‒‒‒ ‒‒‒‒‒‒‒ ‒‒‒‒‒ ‒‒‒‒‒‒‒‒‒‒‒ ‒‒ ‒‒‒‒‒‒‒‒‒‒‒ ‒‒‒‒‒‒‒‒ ‒‒‒‒‒‒‒‒‒ ‒‒‒‒ ‒‒‒‒‒‒‒‒‒‒‒ ‒‒‒‒ ‒‒‒‒‒ ‒‒‒‒‒‒‒ ‒‒‒‒‒‒‒‒‒‒‒ ‒‒‒‒‒ ‒‒‒‒‒‒‒ ‒‒‒‒‒ ‒‒‒‒‒‒ ‒‒‒‒ ‒‒ ‒‒‒‒‒‒‒‒‒ ‒‒‒ ‒‒‒‒‒ ‒‒‒‒‒‒‒‒ ‒‒‒ ‒‒ ‒‒‒‒‒‒‒‒ ‒‒‒‒‒‒‒‒‒ ‒‒‒‒‒‒‒‒‒‒‒ ‒‒‒‒ ‒‒‒‒‒‒‒ ‒‒‒‒‒‒ ‒‒‒‒‒‒‒‒‒‒‒ ‒‒‒‒‒ ‒‒‒ ‒‒‒‒ ‒‒‒‒‒‒ ‒‒‒‒ ‒‒‒‒ ‒‒‒‒ ‒‒‒‒ ‒‒‒‒ ‒‒‒ ‒‒‒‒‒‒‒‒‒‒‒ ‒‒‒‒‒‒‒‒ ‒‒ ‒‒‒‒ ‒‒‒‒‒ ‒‒‒‒‒‒‒‒‒‒‒ ‒‒‒‒‒‒‒‒‒ ‒‒‒‒‒‒‒‒‒ ‒‒‒‒‒‒‒‒‒‒‒ ‒‒‒‒‒‒ ‒‒ ‒‒‒ ‒‒‒‒‒‒‒‒‒ ‒‒ ‒‒‒‒‒‒ ‒‒‒‒‒‒‒‒‒‒‒ ‒‒‒‒ ‒‒‒‒‒ ‒‒‒‒‒‒‒‒‒ ‒‒‒‒‒‒‒‒‒‒‒ ‒‒‒‒ ‒‒ ‒‒‒‒‒‒‒‒‒‒‒ ‒‒‒‒ ‒‒‒‒‒‒‒ ‒‒‒‒‒‒‒ ‒‒‒‒‒‒‒‒‒ ‒‒‒‒‒ ‒‒ ‒‒‒‒‒‒‒‒‒‒‒ ‒‒‒‒ ‒‒‒‒‒ ‒‒‒‒‒ ‒‒‒‒‒‒‒‒‒ ‒‒‒‒‒‒‒ ‒‒‒‒‒‒‒‒‒‒‒ ‒‒‒‒ ‒‒‒‒ ‒‒‒‒‒‒‒ ‒‒‒‒ ‒‒‒‒‒‒‒‒‒‒‒ ‒‒‒‒‒‒‒ ‒‒‒‒ ‒‒ ‒‒‒ ‒‒‒‒ ‒‒‒‒ ‒‒‒‒‒‒‒‒‒ ‒‒‒‒ ‒‒‒‒ ‒‒‒‒‒‒‒‒‒‒‒ ‒‒‒‒‒‒ ‒‒‒‒ ‒‒‒‒ ‒‒‒‒ ‒‒‒‒‒‒‒‒‒‒‒ ‒‒‒‒‒‒‒‒ ‒‒‒‒‒‒ ‒‒‒‒‒‒‒‒‒ ‒‒‒‒‒ ‒‒‒‒ ‒‒‒‒‒ ‒‒‒‒‒‒‒‒ ‒‒‒‒ ‒‒‒‒‒‒‒‒‒ ‒‒‒‒‒‒ ‒‒‒‒‒ ‒‒‒‒‒‒‒ ‒‒‒‒‒‒‒ ‒‒‒‒‒‒‒‒‒ ‒‒‒‒‒‒‒‒‒‒‒ ‒‒‒‒‒‒‒‒ ‒‒‒‒‒‒‒ ‒‒‒‒‒‒‒‒ ‒‒‒‒‒ ‒‒ ‒‒‒‒ ‒‒‒‒‒‒‒‒ ‒‒‒‒ ‒‒ ‒‒‒‒ ‒‒ ‒‒‒‒ ‒‒‒‒‒‒‒ ‒‒‒‒ ‒‒ ‒‒‒‒‒ ‒‒ ‒‒‒‒‒‒‒‒‒‒‒ ‒‒ ‒‒‒‒‒‒‒‒‒‒‒ ‒‒‒‒‒‒‒ ‒‒‒‒‒‒ ‒‒‒‒‒ ‒‒‒‒ ‒‒‒ ‒‒‒‒ ‒‒‒‒ ‒‒‒‒‒‒ ‒‒‒‒‒‒‒‒ ‒‒ ‒‒‒ ‒‒ ‒‒‒‒‒ ‒‒‒‒‒‒‒‒‒ ‒‒‒‒‒ ‒‒‒‒ ‒‒‒‒‒‒ ‒‒‒‒‒‒‒‒‒‒‒ ‒‒‒‒‒‒‒‒‒‒‒ ‒‒‒‒ ‒‒‒‒‒‒‒ ‒‒‒‒‒ ‒‒ ‒‒‒‒ ‒‒‒‒‒‒ ‒‒‒‒‒‒‒‒ ‒‒‒‒ ‒‒‒‒‒ ‒‒‒‒‒‒ ‒‒‒‒ ‒‒‒‒‒ ‒‒‒‒‒‒‒‒ ‒‒‒‒ ‒‒‒‒‒‒‒‒‒ ‒‒‒ ‒‒‒‒‒‒ ‒‒‒‒‒‒‒ ‒‒‒‒ ‒‒‒‒‒‒ ‒‒‒‒‒‒‒‒ ‒‒‒‒ ‒‒ ‒‒‒‒‒‒‒‒ ‒‒‒‒‒‒‒ ‒‒‒‒‒‒ ‒‒‒‒‒‒ ‒‒‒ ‒‒‒‒‒‒‒‒‒ ‒‒ ‒‒‒‒‒‒‒ ‒‒‒‒‒‒‒‒ ‒‒‒‒‒‒‒‒‒‒‒ ‒‒ ‒‒‒‒‒ ‒‒‒‒ ‒‒‒‒‒‒‒‒‒‒‒ ‒‒‒‒‒‒‒ ‒‒‒‒‒‒ ‒‒‒‒‒‒‒‒‒ ‒‒‒‒‒‒‒‒‒‒‒ ‒‒‒ ‒‒‒‒‒‒ ‒‒‒‒‒‒ ‒‒‒ ‒‒‒‒‒‒‒ ‒‒‒‒ ‒‒‒‒ ‒‒‒ ‒‒‒‒ ‒‒‒‒‒‒‒‒‒ ‒‒ ‒‒‒‒‒‒ ‒‒‒‒‒‒‒‒‒‒‒ ‒‒‒‒‒‒‒‒‒ ‒‒‒ ‒‒‒‒‒‒‒ ‒‒ ‒‒‒‒‒‒‒‒‒ ‒‒‒‒‒‒ ‒‒‒‒‒ ‒‒‒ ‒‒‒‒ ‒‒‒‒‒ ‒‒‒‒‒ ‒‒‒‒‒‒‒ ‒‒‒‒ ‒‒‒‒‒‒‒‒‒ ‒‒ ‒‒‒‒‒‒‒‒‒ ‒‒‒‒‒‒‒‒‒‒‒ ‒‒ ‒‒‒‒ ‒‒‒‒‒‒‒‒‒‒‒ ‒‒‒ ‒‒‒‒‒‒‒‒‒ ‒‒ ‒‒‒ ‒‒‒‒‒‒‒ ‒‒ ‒‒‒‒‒‒‒‒‒‒‒ ‒‒‒‒‒‒‒‒‒‒‒ ‒‒‒‒ ‒‒‒‒‒ ‒‒‒‒‒‒ ‒‒ ‒‒‒‒‒‒‒‒ ‒‒ ‒‒ ‒‒‒‒‒‒‒‒‒ ‒‒‒‒‒‒‒‒‒ ‒‒‒‒ ‒‒‒ ‒‒‒‒‒‒‒‒‒ ‒‒‒‒ ‒‒‒‒‒‒‒‒ ‒‒‒‒ ‒‒‒‒ ‒‒‒‒‒‒‒‒ ‒‒‒‒ ‒‒‒‒‒‒‒‒‒‒‒ ‒‒‒‒‒‒ ‒‒‒‒‒‒‒ ‒‒‒‒‒ ‒‒‒‒‒‒‒‒‒ ‒‒ ‒‒‒‒ ‒‒‒‒ ‒‒‒‒‒‒‒‒‒ ‒‒‒‒ ‒‒‒‒‒‒‒ ‒‒‒‒‒ ‒‒‒‒‒‒‒‒‒‒‒ ‒‒ ‒‒‒ ‒‒‒‒‒‒‒ ‒‒ ‒‒‒‒‒‒‒‒ ‒‒‒‒‒‒‒‒‒‒‒ ‒‒ ‒‒‒ ‒‒‒‒ ‒‒‒‒‒‒‒‒‒ ‒‒‒‒‒‒‒ ‒‒‒ ‒‒‒‒ ‒‒‒‒ ‒‒‒‒‒‒‒‒‒‒‒ ‒‒‒‒‒‒‒‒ ‒‒‒‒‒‒‒‒‒ ‒‒‒‒‒‒‒‒ ‒‒‒ ‒‒‒‒‒‒‒ ‒‒‒‒‒‒‒ ‒‒‒‒‒‒‒ ‒‒‒‒‒‒ ‒‒‒‒‒‒‒‒ ‒‒‒‒‒‒‒‒ ‒‒‒ ‒‒‒‒‒‒ ‒‒‒‒‒‒‒ ‒‒‒‒‒‒‒‒‒ ‒‒‒‒‒‒‒ ‒‒‒‒‒ ‒‒‒‒‒‒‒‒‒ ‒‒‒‒‒ ‒‒‒‒‒‒‒‒ ‒‒‒ ‒‒‒ ‒‒‒‒‒‒‒ ‒‒‒‒‒‒‒‒‒‒‒ ‒‒‒ ‒‒ ‒‒‒ ‒‒ ‒‒ ‒‒‒‒‒‒‒ ‒‒‒‒ ‒‒ ‒‒‒‒ ‒‒‒‒‒ ‒‒‒‒ ‒‒‒‒‒‒‒‒‒‒‒ ‒‒‒‒‒‒‒‒‒ ‒‒‒‒‒ ‒‒‒‒‒‒‒ ‒‒‒‒‒‒‒‒ ‒‒‒‒‒‒‒ ‒‒‒‒‒‒‒ ‒‒‒‒‒‒‒‒‒ ‒‒‒‒‒ ‒‒‒‒‒‒‒ ‒‒‒‒‒‒‒‒‒‒‒ ‒‒ ‒‒‒‒‒ ‒‒‒‒‒‒ ‒‒‒‒ ‒‒ ‒‒‒ ‒‒‒‒ ‒‒‒‒‒‒‒‒‒‒‒ ‒‒‒‒‒‒ ‒‒‒‒ ‒‒‒‒‒‒‒‒‒‒‒ ‒‒ ‒‒‒‒ ‒‒‒‒ ‒‒ ‒‒‒‒‒‒ ‒‒‒‒ ‒‒‒‒‒‒‒‒ ‒‒‒‒ ‒‒‒‒‒‒ ‒‒‒‒‒‒‒ ‒‒‒‒‒‒‒‒‒‒‒ ‒‒‒‒‒‒‒‒ ‒‒‒‒‒‒‒ ‒‒‒‒ ‒‒‒‒‒‒ ‒‒‒‒‒‒‒‒‒‒‒ ‒‒ ‒‒‒‒ ‒‒‒‒ ‒‒‒‒‒‒ ‒‒ ‒‒‒‒‒‒‒‒ ‒‒‒‒ ‒‒‒‒‒‒‒ ‒‒‒‒‒ ‒‒ ‒‒‒‒‒‒‒ ‒‒‒‒‒‒‒‒‒‒‒ ‒‒‒ ‒‒‒‒‒‒‒‒‒‒‒ ‒‒‒ ‒‒‒‒‒‒ ‒‒‒‒‒ ‒‒‒‒‒‒‒ ‒‒‒‒ ‒‒‒‒‒‒ ‒‒‒‒‒‒‒ ‒‒ ‒‒‒‒‒‒‒‒‒ ‒‒‒‒‒‒‒‒‒‒‒ ‒‒‒‒‒‒‒‒‒ ‒‒‒‒ ‒‒‒‒‒ ‒‒‒‒ ‒‒‒‒‒‒‒‒‒‒‒ ‒‒ ‒‒‒‒‒‒‒‒ ‒‒‒: [392, 434, 734, 616]
- notes-paragraph: ‒‒ ‒‒‒‒‒‒‒‒ ‒‒‒‒‒ ‒‒‒‒‒‒ ‒‒‒‒‒‒‒‒‒ ‒‒‒‒ ‒‒‒‒‒‒ ‒‒‒‒‒‒ ‒‒‒‒‒ ‒‒‒‒ ‒‒‒‒‒ ‒‒‒‒‒‒‒‒ ‒‒‒‒‒‒ ‒‒‒‒ ‒‒‒‒ ‒‒‒‒‒ ‒‒ ‒‒‒‒ ‒‒‒‒ ‒‒‒‒‒‒ ‒‒‒‒ ‒‒‒‒‒‒‒ ‒‒‒‒‒‒‒‒ ‒‒ ‒‒‒‒‒‒‒‒ ‒‒ ‒‒‒‒ ‒‒ ‒‒‒‒ ‒‒‒ ‒‒‒‒‒ ‒‒‒‒‒‒‒ ‒‒‒‒‒‒‒ ‒‒‒‒ ‒‒‒‒ ‒‒‒‒‒‒‒‒‒‒‒ ‒‒‒‒‒‒‒‒‒‒‒ ‒‒‒‒‒‒‒‒‒ ‒‒‒‒‒‒‒‒ ‒‒‒‒ ‒‒‒‒‒ ‒‒‒‒ ‒‒‒‒‒‒ ‒‒‒‒‒‒‒‒‒‒‒ ‒‒‒‒‒‒ ‒‒‒‒‒‒ ‒‒‒‒‒‒‒‒‒‒‒ ‒‒‒‒‒‒‒‒ ‒‒‒ ‒‒‒‒‒‒‒‒‒ ‒‒‒‒‒‒‒‒‒‒‒ ‒‒‒‒‒‒‒ ‒‒‒‒‒ ‒‒‒‒‒‒‒‒‒‒‒ ‒‒ ‒‒‒‒‒‒ ‒‒ ‒‒‒ ‒‒‒‒‒‒‒ ‒‒‒‒‒‒ ‒‒ ‒‒ ‒‒‒‒‒‒‒‒‒ ‒‒‒‒‒‒‒ ‒‒‒ ‒‒‒‒‒‒‒ ‒‒‒‒‒‒‒ ‒‒‒‒‒‒ ‒‒‒‒‒ ‒‒‒‒‒‒‒ ‒‒‒‒‒‒‒‒‒‒‒ ‒‒‒‒‒‒ ‒‒‒‒‒‒‒ ‒‒‒ ‒‒‒‒ ‒‒‒‒‒‒‒ ‒‒ ‒‒‒‒‒‒‒‒‒ ‒‒‒‒‒ ‒‒‒‒ ‒‒‒‒‒ ‒‒ ‒‒‒‒ ‒‒ ‒‒‒‒ ‒‒‒‒ ‒‒‒‒‒‒‒‒‒‒‒ ‒‒ ‒‒‒‒‒‒‒‒‒‒‒ ‒‒‒‒‒‒ ‒‒‒‒ ‒‒ ‒‒‒‒ ‒‒‒‒‒‒‒‒‒ ‒‒‒‒ ‒‒‒ ‒‒ ‒‒‒‒‒‒ ‒‒‒‒‒‒‒‒‒‒‒ ‒‒‒‒ ‒‒‒‒‒‒‒‒ ‒‒‒‒‒‒‒‒ ‒‒‒‒‒‒ ‒‒‒ ‒‒‒‒‒‒‒‒‒ ‒‒‒‒‒‒ ‒‒‒‒‒‒‒ ‒‒‒‒‒‒‒‒‒ ‒‒‒‒ ‒‒‒‒ ‒‒‒‒‒‒‒ ‒‒‒‒‒‒ ‒‒‒‒ ‒‒‒‒ ‒‒‒‒ ‒‒‒‒‒‒‒‒ ‒‒ ‒‒‒‒‒‒‒ ‒‒‒‒ ‒‒‒‒ ‒‒‒‒‒‒‒‒‒‒‒ ‒‒‒‒‒‒‒‒ ‒‒ ‒‒‒‒‒ ‒‒‒‒‒‒‒‒‒‒‒ ‒‒‒‒‒ ‒‒‒‒‒‒ ‒‒‒‒‒‒‒‒‒‒‒ ‒‒‒‒‒‒‒ ‒‒‒‒‒‒ ‒‒‒‒‒ ‒‒‒‒‒‒‒‒ ‒‒‒‒‒‒‒‒ ‒‒‒‒‒‒‒ ‒‒‒ ‒‒‒‒‒ ‒‒‒‒‒‒ ‒‒‒‒ ‒‒ ‒‒‒‒‒‒‒‒‒ ‒‒‒‒‒‒‒‒‒‒‒ ‒‒‒‒ ‒‒‒‒ ‒‒‒ ‒‒‒‒‒‒‒‒‒ ‒‒ ‒‒‒ ‒‒‒‒‒‒‒‒‒‒‒ ‒‒‒‒‒‒‒‒ ‒‒‒‒‒‒‒‒ ‒‒‒‒‒‒‒‒‒‒‒ ‒‒‒‒‒‒‒‒‒ ‒‒‒‒ ‒‒‒‒‒‒‒‒‒‒‒ ‒‒‒ ‒‒‒‒‒‒‒‒‒: [384, 289, 734, 347]
- notice-subtitle-1: za popunjavanje radnih mjesta državnih službenika: [115, 34, 247, 41]
- notice-list: ‒‒‒‒‒ ‒‒‒‒‒‒‒‒ ‒‒ ‒‒‒‒‒‒ ‒‒‒‒ ‒‒‒‒‒‒‒‒‒‒‒ ‒‒‒‒‒ ‒‒‒‒ ‒‒ ‒‒‒‒‒‒‒‒‒ ‒‒‒‒ ‒‒‒‒‒‒‒‒‒ ‒‒‒‒‒‒‒‒‒‒‒ ‒‒ ‒‒ ‒‒‒‒‒‒‒‒ ‒‒‒ ‒‒‒‒‒‒ ‒‒ ‒‒‒‒ ‒‒‒‒ ‒‒‒‒‒‒‒‒‒ ‒‒‒‒ ‒‒‒ ‒‒ ‒‒‒‒ ‒‒‒‒‒‒‒ ‒‒ ‒‒‒‒‒ ‒‒‒‒‒‒‒ ‒‒ ‒‒‒‒ ‒‒‒‒‒ ‒‒‒‒‒‒‒ ‒‒‒‒‒‒ ‒‒ ‒‒‒‒‒‒ ‒‒‒‒‒‒‒‒ ‒‒ ‒‒‒‒ ‒‒‒‒ ‒‒‒ ‒‒‒‒ ‒‒‒‒‒‒‒‒ ‒‒‒‒ ‒‒‒‒‒‒‒‒‒ ‒‒‒‒‒ ‒‒ ‒‒‒‒ ‒‒‒‒ ‒‒‒‒‒‒‒‒ ‒‒ ‒‒ ‒‒‒ ‒‒‒‒‒‒‒‒ ‒‒‒‒‒‒ ‒‒‒‒‒‒‒‒‒‒‒ ‒‒‒‒‒ ‒‒‒‒‒‒‒‒‒‒‒ ‒‒‒ ‒‒ ‒‒‒‒‒ ‒‒‒ ‒‒‒‒‒‒ ‒‒‒‒‒‒‒‒‒ ‒‒‒‒‒‒‒ ‒‒‒‒ ‒‒‒‒‒‒‒‒‒‒‒ ‒‒‒‒‒‒‒‒‒ ‒‒‒‒‒‒‒‒‒ ‒‒‒‒ ‒‒‒‒‒‒‒‒‒ ‒‒‒‒ ‒‒‒‒‒‒‒‒‒‒‒ ‒‒‒‒‒‒‒‒ ‒‒‒ ‒‒‒ ‒‒‒‒‒‒‒ ‒‒‒‒ ‒‒‒‒‒‒‒‒ ‒‒‒‒‒‒‒‒‒‒‒ ‒‒‒‒‒‒‒ ‒‒‒‒‒‒‒ ‒‒‒ ‒‒‒‒‒ ‒‒‒‒‒‒‒ ‒‒‒‒‒‒‒ ‒‒‒‒‒‒‒ ‒‒‒‒‒‒‒‒‒ ‒‒‒‒‒‒ ‒‒‒‒‒‒‒‒‒‒‒ ‒‒‒ ‒‒‒‒‒‒‒‒‒ ‒‒‒ ‒‒‒‒‒‒ ‒‒‒‒‒‒‒ ‒‒‒‒‒‒ ‒‒‒‒ ‒‒‒‒ ‒‒‒‒ ‒‒‒‒‒ ‒‒‒‒‒‒‒‒ ‒‒‒‒‒‒‒‒‒‒‒ ‒‒‒‒ ‒‒‒‒‒‒‒ ‒‒‒ ‒‒‒‒‒ ‒‒‒‒‒‒ ‒‒‒‒ ‒‒‒‒‒‒ ‒‒‒‒ ‒‒‒‒ ‒‒‒‒‒‒‒‒‒ ‒‒‒ ‒‒‒‒‒‒‒‒‒‒‒ ‒‒‒‒‒ ‒‒‒‒‒‒‒‒ ‒‒‒‒‒ ‒‒ ‒‒‒‒‒‒‒‒‒ ‒‒‒‒‒ ‒‒‒‒ ‒‒‒‒ ‒‒‒‒‒‒‒ ‒‒‒‒‒ ‒‒‒‒‒ ‒‒‒‒‒‒‒‒ ‒‒‒‒‒‒‒ ‒‒‒‒‒‒‒‒‒ ‒‒‒‒‒ ‒‒‒‒ ‒‒‒‒‒‒ ‒‒‒‒‒‒‒‒ ‒‒‒‒‒‒ ‒‒‒‒‒ ‒‒‒‒‒‒‒‒ ‒‒‒‒ ‒‒‒‒‒‒‒‒ ‒‒‒‒ ‒‒‒‒ ‒‒‒‒‒‒‒‒‒‒‒ ‒‒‒‒‒‒‒ ‒‒‒‒‒‒‒‒ ‒‒‒‒‒‒‒ ‒‒‒ ‒‒ ‒‒ ‒‒‒‒‒ ‒‒‒ ‒‒‒‒‒‒‒‒‒ ‒‒‒‒‒‒‒‒‒ ‒‒‒ ‒‒‒ ‒‒‒ ‒‒‒‒‒‒‒‒‒ ‒‒‒‒‒‒ ‒‒‒‒‒ ‒‒‒ ‒‒‒‒ ‒‒‒ ‒‒‒‒‒‒‒ ‒‒‒ ‒‒‒ ‒‒‒‒‒‒‒‒‒‒‒ ‒‒‒‒‒ ‒‒‒‒‒‒ ‒‒‒‒‒‒‒ ‒‒‒‒‒‒‒‒ ‒‒‒‒ ‒‒ ‒‒‒‒‒‒ ‒‒‒‒‒‒‒‒‒‒‒ ‒‒‒ ‒‒‒‒ ‒‒‒‒‒‒ ‒‒‒‒‒‒‒‒‒ ‒‒ ‒‒‒‒‒‒‒ ‒‒‒ ‒‒‒‒‒‒‒‒‒‒‒ ‒‒‒‒‒‒‒‒‒‒‒ ‒‒‒‒‒‒‒‒‒ ‒‒‒‒‒‒‒‒ ‒‒‒‒ ‒‒‒‒‒‒‒‒ ‒‒‒‒‒ ‒‒‒‒‒‒‒‒‒‒‒ ‒‒‒‒ ‒‒‒‒ ‒‒‒‒ ‒‒ ‒‒‒‒‒‒‒‒ ‒‒‒‒ ‒‒‒‒ ‒‒‒‒ ‒‒‒‒‒‒‒ ‒‒‒ ‒‒‒‒‒‒‒‒‒‒‒ ‒‒‒‒ ‒‒‒‒‒‒‒ ‒‒‒‒‒‒‒‒‒ ‒‒‒‒‒‒‒ ‒‒‒‒‒‒‒‒ ‒‒‒‒‒‒‒‒‒ ‒‒‒‒‒‒‒‒‒‒‒ ‒‒‒‒ ‒‒‒ ‒‒‒‒‒‒‒‒ ‒‒‒ ‒‒‒ ‒‒‒‒‒‒‒‒ ‒‒‒‒‒‒‒‒ ‒‒‒‒‒‒‒‒ ‒‒ ‒‒‒‒‒‒ ‒‒‒‒‒‒‒‒‒‒‒ ‒‒‒ ‒‒‒‒ ‒‒‒ ‒‒‒ ‒‒‒‒‒‒‒‒ ‒‒‒‒‒‒‒‒‒‒‒ ‒‒‒‒‒‒‒ ‒‒‒‒‒‒‒‒‒ ‒‒‒ ‒‒‒‒‒ ‒‒ ‒‒‒‒ ‒‒‒‒‒‒ ‒‒‒‒‒‒ ‒‒‒‒ ‒‒‒‒‒ ‒‒‒‒‒ ‒‒‒ ‒‒‒ ‒‒‒ ‒‒ ‒‒‒‒‒‒‒‒‒ ‒‒‒‒‒‒‒‒‒‒‒ ‒‒‒‒‒‒‒ ‒‒‒‒‒‒‒‒‒ ‒‒‒‒ ‒‒‒‒‒ ‒‒ ‒‒‒‒‒‒‒‒ ‒‒‒‒‒‒‒‒‒ ‒‒‒ ‒‒‒‒ ‒‒‒‒‒‒‒ ‒‒‒‒‒‒‒‒ ‒‒‒‒‒‒‒ ‒‒ ‒‒‒ ‒‒‒‒‒‒ ‒‒‒‒‒‒‒‒‒‒‒ ‒‒ ‒‒‒‒ ‒‒‒ ‒‒‒‒‒‒‒‒‒ ‒‒‒‒‒‒ ‒‒ ‒‒‒‒‒‒‒‒ ‒‒‒‒ ‒‒‒‒‒‒‒‒ ‒‒‒ ‒‒‒‒ ‒‒‒‒‒‒‒‒‒ ‒‒‒‒ ‒‒‒‒‒‒‒‒‒‒‒ ‒‒‒‒ ‒‒‒‒‒‒‒‒‒‒‒ ‒‒‒‒ ‒‒‒‒‒‒‒‒‒ ‒‒‒‒ ‒‒‒‒‒‒‒ ‒‒‒‒‒ ‒‒‒‒‒‒ ‒‒‒‒‒ ‒‒‒‒‒‒‒‒ ‒‒‒‒‒‒ ‒‒‒‒‒ ‒‒‒ ‒‒‒ ‒‒‒‒‒ ‒‒‒‒ ‒‒‒‒ ‒‒‒‒ ‒‒‒‒ ‒‒‒ ‒‒‒‒‒‒‒‒ ‒‒‒‒‒‒ ‒‒‒‒‒‒‒‒ ‒‒ ‒‒‒‒‒‒ ‒‒‒ ‒‒‒‒‒‒‒‒ ‒‒‒‒‒ ‒‒‒‒ ‒‒‒‒‒‒ ‒‒‒ ‒‒‒‒ ‒‒‒‒ ‒‒ ‒‒‒‒‒‒‒‒ ‒‒‒‒‒‒‒‒‒‒‒ ‒‒‒‒‒‒‒‒‒ ‒‒ ‒‒‒ ‒‒‒‒‒‒ ‒‒ ‒‒ ‒‒‒‒ ‒‒‒‒ ‒‒‒‒ ‒‒‒‒‒‒‒ ‒‒‒‒‒‒‒‒ ‒‒‒‒ ‒‒‒ ‒‒‒ ‒‒‒‒‒‒‒ ‒‒‒‒‒‒‒‒ ‒‒‒‒‒‒‒ ‒‒ ‒‒‒‒ ‒‒‒‒ ‒‒‒ ‒‒‒‒‒ ‒‒‒‒‒ ‒‒‒‒‒‒‒‒‒‒‒ ‒‒‒‒‒‒ ‒‒‒‒‒‒ ‒‒‒‒‒‒‒‒‒ ‒‒‒‒‒‒‒ ‒‒‒‒ ‒‒‒‒‒‒ ‒‒‒‒‒‒‒‒‒ ‒‒‒‒‒‒ ‒‒‒‒‒‒‒‒‒‒‒ ‒‒‒‒‒‒ ‒‒‒‒‒‒‒‒‒ ‒‒‒‒‒‒‒‒‒ ‒‒‒‒‒‒‒‒‒ ‒‒‒‒‒‒‒‒‒‒‒ ‒‒‒ ‒‒‒‒‒‒‒ ‒‒‒‒‒‒‒‒‒ ‒‒‒‒‒‒‒‒‒ ‒‒‒‒ ‒‒ ‒‒‒ ‒‒ ‒‒‒‒ ‒‒‒‒‒‒‒‒‒ ‒‒‒‒‒‒‒ ‒‒ ‒‒‒‒ ‒‒‒‒ ‒‒‒ ‒‒‒‒ ‒‒‒‒‒‒‒ ‒‒‒‒ ‒‒‒‒‒‒‒‒‒‒‒ ‒‒‒‒ ‒‒‒‒ ‒‒‒‒‒ ‒‒‒‒‒‒ ‒‒‒‒‒‒‒‒‒ ‒‒‒ ‒‒‒‒‒‒‒‒ ‒‒‒‒‒‒‒‒‒ ‒‒‒‒‒ ‒‒‒‒‒‒‒‒‒ ‒‒‒‒‒ ‒‒‒‒‒‒ ‒‒‒‒ ‒‒‒‒ ‒‒‒‒‒‒‒ ‒‒ ‒‒‒‒‒‒ ‒‒‒ ‒‒ ‒‒‒‒‒‒‒‒‒‒‒ ‒‒‒‒‒‒ ‒‒‒‒‒‒‒‒‒ ‒‒‒‒‒‒‒‒‒‒‒ ‒‒‒‒ ‒‒‒ ‒‒‒‒‒‒‒‒‒‒‒ ‒‒‒‒‒‒‒‒ ‒‒‒‒‒‒‒‒‒‒‒ ‒‒‒‒‒‒‒ ‒‒‒‒‒‒‒‒‒‒‒ ‒‒‒ ‒‒‒‒‒‒‒‒‒ ‒‒‒‒ ‒‒‒ ‒‒‒‒ ‒‒‒‒ ‒‒‒‒‒‒‒‒ ‒‒ ‒‒‒‒‒‒‒ ‒‒‒ ‒‒‒‒ ‒‒‒‒‒‒‒‒ ‒‒‒‒‒‒‒‒ ‒‒‒‒‒ ‒‒‒‒‒‒‒‒ ‒‒ ‒‒‒‒‒‒‒‒‒ ‒‒‒‒‒‒‒‒‒ ‒‒ ‒‒‒‒‒‒‒‒ ‒‒‒‒‒‒‒‒‒‒‒ ‒‒‒ ‒‒‒‒ ‒‒‒‒‒ ‒‒‒‒‒‒‒‒‒ ‒‒‒‒‒‒‒‒ ‒‒ ‒‒‒‒‒‒‒‒ ‒‒‒‒‒‒ ‒‒‒‒ ‒‒‒‒‒‒‒‒ ‒‒‒‒ ‒‒‒‒‒‒‒‒ ‒‒‒‒ ‒‒‒‒‒‒‒‒‒ ‒‒‒‒‒‒ ‒‒‒‒‒‒‒ ‒‒‒‒‒‒‒ ‒‒ ‒‒‒‒ ‒‒‒‒‒‒‒ ‒‒‒‒‒‒‒ ‒‒‒‒‒‒ ‒‒‒‒ ‒‒‒‒‒‒‒‒‒‒‒ ‒‒‒‒‒‒‒‒‒ ‒‒‒‒ ‒‒‒‒‒‒‒‒‒ ‒‒‒‒ ‒‒‒‒‒‒‒ ‒‒‒‒‒‒‒‒‒ ‒‒‒ ‒‒‒‒‒‒ ‒‒‒‒‒‒‒ ‒‒‒‒‒ ‒‒‒‒ ‒‒‒‒‒‒‒ ‒‒‒‒ ‒‒‒‒‒‒‒ ‒‒‒‒‒‒‒‒‒‒‒ ‒‒‒‒ ‒‒‒‒‒ ‒‒‒‒ ‒‒‒‒ ‒‒‒‒‒‒ ‒‒‒‒‒‒‒‒ ‒‒‒‒‒‒‒‒‒ ‒‒‒‒‒‒‒‒‒‒‒ ‒‒‒‒‒‒‒ ‒‒ ‒‒‒‒ ‒‒‒‒‒‒ ‒‒‒‒‒‒‒‒ ‒‒‒‒‒‒‒ ‒‒‒‒‒‒‒ ‒‒‒‒ ‒‒‒‒‒‒‒‒‒ ‒‒‒ ‒‒‒‒‒‒‒ ‒‒‒ ‒‒‒‒ ‒‒‒‒ ‒‒‒‒ ‒‒‒‒‒ ‒‒‒‒‒‒‒‒ ‒‒‒‒ ‒‒‒‒‒‒‒‒‒ ‒‒‒‒‒‒‒‒ ‒‒‒‒ ‒‒‒‒ ‒‒‒‒ ‒‒‒ ‒‒‒‒ ‒‒‒‒ ‒‒‒‒‒‒‒‒‒ ‒‒‒ ‒‒‒‒‒‒ ‒‒‒‒‒‒ ‒‒‒‒ ‒‒ ‒‒‒‒‒ ‒‒‒ ‒‒ ‒‒‒‒‒‒‒ ‒‒‒‒‒‒ ‒‒‒‒‒‒‒‒ ‒‒‒‒ ‒‒‒‒‒‒‒‒ ‒‒‒‒‒‒‒ ‒‒ ‒‒‒ ‒‒‒‒‒‒‒‒‒‒‒ ‒‒‒ ‒‒‒‒‒‒‒ ‒‒‒‒‒‒‒‒ ‒‒‒‒‒‒‒‒‒ ‒‒‒‒ ‒‒‒‒‒ ‒‒‒‒‒‒‒‒‒ ‒‒‒‒‒‒‒ ‒‒‒‒‒‒‒‒‒‒‒ ‒‒‒‒‒‒‒‒‒ ‒‒‒‒‒‒‒‒ ‒‒‒‒‒‒‒‒ ‒‒‒‒‒‒ ‒‒‒‒ ‒‒‒ ‒‒‒‒‒‒ ‒‒‒‒ ‒‒‒‒ ‒‒ ‒‒‒‒‒‒‒ ‒‒‒‒‒‒‒‒ ‒‒‒‒ ‒‒‒ ‒‒‒‒‒‒‒‒‒ ‒‒‒‒‒‒ ‒‒‒‒‒‒‒‒‒ ‒‒‒‒‒‒‒‒ ‒‒‒‒ ‒‒‒‒‒‒‒‒‒‒‒ ‒‒‒‒‒‒‒‒‒ ‒‒‒‒ ‒‒‒‒‒‒‒‒‒‒‒ ‒‒‒‒ ‒‒‒ ‒‒‒‒ ‒‒‒‒ ‒‒‒ ‒‒ ‒‒‒‒‒‒‒‒ ‒‒‒‒‒‒‒‒‒ ‒‒‒‒ ‒‒‒‒‒‒‒‒‒ ‒‒‒‒ ‒‒ ‒‒‒‒‒‒ ‒‒‒‒‒ ‒‒‒‒‒‒‒‒ ‒‒‒‒‒‒ ‒‒‒ ‒‒‒‒ ‒‒‒‒‒‒‒‒‒ ‒‒ ‒‒‒‒‒‒‒ ‒‒‒ ‒‒‒‒‒‒‒‒ ‒‒‒‒‒‒‒‒‒‒‒ ‒‒‒‒ ‒‒‒‒‒‒‒‒‒‒‒ ‒‒‒‒‒‒‒ ‒‒‒‒‒‒‒‒‒ ‒‒‒ ‒‒‒‒‒‒‒‒ ‒‒‒‒‒‒‒‒‒ ‒‒‒‒‒‒‒ ‒‒‒ ‒‒‒‒‒‒ ‒‒‒‒ ‒‒‒‒‒ ‒‒‒ ‒‒‒ ‒‒‒ ‒‒‒‒‒‒‒‒‒ ‒‒‒‒‒ ‒‒‒‒‒‒‒ ‒‒‒‒‒‒‒‒‒ ‒‒‒‒‒‒‒‒ ‒‒‒‒‒‒ ‒‒‒‒‒‒ ‒‒‒‒‒‒‒‒‒ ‒‒‒‒ ‒‒‒‒‒‒‒‒‒‒‒ ‒‒‒‒ ‒‒‒‒‒‒‒‒ ‒‒‒‒ ‒‒‒‒‒‒‒‒‒ ‒‒‒‒‒‒‒‒‒‒‒ ‒‒‒‒‒‒‒‒‒ ‒‒‒‒‒‒‒ ‒‒ ‒‒‒‒ ‒‒‒‒‒ ‒‒‒‒ ‒‒‒‒‒‒ ‒‒‒‒ ‒‒‒‒ ‒‒ ‒‒‒‒‒‒ ‒‒‒‒‒‒‒ ‒‒‒ ‒‒‒ ‒‒‒‒‒‒‒ ‒‒‒‒‒‒‒‒ ‒‒‒ ‒‒‒‒‒‒‒‒‒ ‒‒‒‒ ‒‒‒‒‒‒‒‒‒‒‒ ‒‒‒‒‒‒ ‒‒‒‒‒‒ ‒‒‒ ‒‒‒ ‒‒‒‒‒‒‒‒ ‒‒‒‒ ‒‒‒‒‒‒‒‒‒‒‒ ‒‒‒‒‒‒‒ ‒‒ ‒‒‒‒‒ ‒‒‒‒‒‒ ‒‒‒‒‒‒‒‒‒ ‒‒‒‒: [392, 684, 734, 900]
- position-description: ‒‒‒‒‒‒‒‒‒ ‒‒‒‒ ‒‒‒‒ ‒‒ ‒‒‒‒ ‒‒‒‒‒‒‒‒‒‒‒ ‒‒‒‒‒ ‒‒‒ ‒‒‒‒‒‒ ‒‒‒‒‒‒‒‒‒ ‒‒‒‒‒‒ ‒‒‒‒ ‒‒‒‒ ‒‒‒‒‒‒‒‒‒ ‒‒‒‒ ‒‒‒‒‒‒‒‒‒ ‒‒‒‒‒‒‒‒‒‒‒ ‒‒‒‒‒‒‒ ‒‒‒‒‒‒‒ ‒‒‒‒ ‒‒‒‒‒‒ ‒‒ ‒‒‒‒‒‒‒‒ ‒‒‒‒‒ ‒‒‒‒‒‒‒‒‒‒‒ ‒‒‒‒‒ ‒‒‒‒ ‒‒‒‒‒‒‒‒‒ ‒‒‒‒‒‒‒‒‒‒‒ ‒‒‒ ‒‒‒‒‒‒‒‒‒‒‒ ‒‒‒‒‒‒‒‒‒ ‒‒‒‒ ‒‒‒‒‒‒‒‒‒ ‒‒‒‒‒‒ ‒‒‒‒‒‒‒‒‒‒‒ ‒‒‒‒‒‒‒‒‒‒‒ ‒‒‒‒‒‒‒‒‒‒‒ ‒‒‒‒‒‒‒ ‒‒‒‒‒‒‒ ‒‒‒‒‒‒‒‒‒ ‒‒‒‒ ‒‒‒‒‒‒‒ ‒‒‒‒‒‒‒ ‒‒‒‒ ‒‒ ‒‒‒‒‒ ‒‒‒‒ ‒‒‒‒‒‒ ‒‒‒‒‒‒‒‒‒‒‒ ‒‒‒‒‒‒‒‒ ‒‒‒‒ ‒‒‒‒‒‒‒‒‒ ‒‒‒‒‒‒‒ ‒‒‒‒‒‒ ‒‒‒‒‒‒ ‒‒‒ ‒‒‒ ‒‒‒‒‒‒‒‒‒ ‒‒‒‒‒‒‒‒‒‒‒ ‒‒‒‒‒ ‒‒‒‒‒ ‒‒‒ ‒‒‒‒‒‒ ‒‒‒‒‒‒‒‒‒ ‒‒‒‒‒‒‒‒ ‒‒‒ ‒‒‒‒‒ ‒‒‒‒‒: [6, 1176, 356, 1201]
- position-place: Mjesto rada: Istočno Sarajevo.: [384, 71, 462, 78]
- notes-list: ‒‒‒‒ ‒‒‒‒ ‒‒‒‒ ‒‒‒ ‒‒‒‒‒‒‒‒ ‒‒ ‒‒‒‒‒‒‒ ‒‒‒‒‒‒‒‒‒ ‒‒‒‒ ‒‒‒‒‒‒‒‒‒‒‒ ‒‒‒ ‒‒‒‒‒‒‒ ‒‒ ‒‒‒‒‒‒‒ ‒‒‒‒‒‒‒‒ ‒‒‒‒ ‒‒‒‒‒ ‒‒‒‒‒‒ ‒‒ ‒‒‒‒‒‒ ‒‒‒‒‒‒‒‒‒ ‒‒‒‒‒‒‒‒ ‒‒‒‒‒‒‒‒‒ ‒‒‒‒‒‒‒ ‒‒‒‒ ‒‒‒ ‒‒‒‒‒‒‒ ‒‒‒‒‒‒‒ ‒‒‒‒‒‒ ‒‒‒‒ ‒‒‒‒ ‒‒‒‒‒‒‒‒ ‒‒‒‒‒‒‒‒‒‒‒ ‒‒‒‒‒‒‒‒‒ ‒‒‒‒‒‒‒‒‒‒‒ ‒‒‒‒ ‒‒‒‒‒‒‒‒‒ ‒‒‒‒‒‒‒‒‒ ‒‒‒‒ ‒‒‒‒‒‒‒ ‒‒‒‒ ‒‒‒‒‒‒ ‒‒ ‒‒‒‒‒ ‒‒‒‒ ‒‒‒‒ ‒‒‒‒ ‒‒‒‒‒ ‒‒‒‒‒‒‒‒ ‒‒‒‒‒‒‒‒‒ ‒‒‒ ‒‒‒‒ ‒‒ ‒‒‒‒‒‒‒‒ ‒‒‒ ‒‒‒‒‒‒ ‒‒‒‒‒‒‒‒‒‒‒ ‒‒‒‒ ‒‒‒ ‒‒‒‒‒‒‒‒‒‒‒ ‒‒‒‒‒‒ ‒‒‒‒ ‒‒‒‒‒‒‒‒‒ ‒‒‒‒‒‒‒ ‒‒‒‒‒‒‒‒ ‒‒‒‒ ‒‒‒‒ ‒‒‒‒‒‒‒‒ ‒‒‒‒‒‒‒‒‒‒‒ ‒‒‒‒‒‒‒‒ ‒‒‒‒‒‒‒‒‒ ‒‒‒‒‒ ‒‒‒‒ ‒‒‒‒‒‒‒‒‒ ‒‒ ‒‒‒‒‒‒ ‒‒‒‒‒‒‒‒ ‒‒‒‒‒‒‒‒‒‒‒ ‒‒ ‒‒ ‒‒‒ ‒‒‒‒‒‒‒‒‒ ‒‒‒‒‒‒ ‒‒‒ ‒‒‒‒‒‒ ‒‒‒‒‒‒ ‒‒‒‒‒‒‒‒‒ ‒‒‒‒‒‒‒‒‒‒‒ ‒‒‒‒‒‒‒‒ ‒‒‒‒ ‒‒‒‒ ‒‒‒ ‒‒‒‒ ‒‒‒‒ ‒‒‒‒ ‒‒‒‒‒‒‒ ‒‒‒‒‒‒‒‒‒‒‒ ‒‒‒‒‒‒‒ ‒‒‒‒‒‒‒‒‒‒‒ ‒‒‒‒‒‒‒‒‒ ‒‒‒‒‒‒ ‒‒‒ ‒‒‒‒‒ ‒‒ ‒‒‒‒ ‒‒‒ ‒‒‒‒‒ ‒‒‒‒‒‒ ‒‒‒‒‒‒‒‒‒ ‒‒‒‒‒‒‒‒‒‒‒ ‒‒‒‒‒‒‒‒‒ ‒‒‒‒ ‒‒‒‒‒‒‒‒‒‒‒ ‒‒‒‒‒‒‒‒‒‒‒ ‒‒‒‒ ‒‒‒‒ ‒‒‒‒ ‒‒‒‒ ‒‒‒‒‒‒‒‒‒‒‒ ‒‒‒‒‒‒‒ ‒‒‒‒‒‒‒‒‒‒‒ ‒‒‒‒‒‒‒‒‒ ‒‒ ‒‒‒‒ ‒‒‒‒‒‒‒ ‒‒‒‒‒‒ ‒‒‒ ‒‒‒‒‒‒ ‒‒‒‒‒‒‒‒ ‒‒‒‒‒‒ ‒‒‒‒‒‒‒ ‒‒‒‒‒‒‒‒‒‒‒ ‒‒‒ ‒‒ ‒‒‒‒ ‒‒‒‒‒‒‒ ‒‒‒‒‒‒‒‒‒‒‒ ‒‒‒‒ ‒‒‒‒‒ ‒‒‒‒‒‒‒‒‒‒‒ ‒‒ ‒‒ ‒‒‒‒‒‒‒‒ ‒‒‒‒‒‒ ‒‒‒‒‒‒‒‒‒‒‒ ‒‒‒‒‒‒‒‒‒‒‒ ‒‒‒‒‒ ‒‒ ‒‒‒‒‒‒ ‒‒ ‒‒‒‒‒‒‒‒‒ ‒‒‒‒ ‒‒ ‒‒‒ ‒‒‒‒ ‒‒ ‒‒‒‒ ‒‒‒‒‒‒‒‒ ‒‒‒‒ ‒‒‒‒‒‒‒ ‒‒‒‒‒‒‒‒ ‒‒‒‒ ‒‒ ‒‒‒‒‒‒‒ ‒‒‒‒ ‒‒‒‒‒ ‒‒‒‒‒‒‒ ‒‒‒‒‒‒‒‒‒ ‒‒‒‒‒ ‒‒‒‒ ‒‒‒‒‒‒‒‒‒‒‒ ‒‒‒‒‒‒‒‒‒‒‒ ‒‒ ‒‒‒‒ ‒‒‒ ‒‒‒‒ ‒‒‒‒‒‒‒ ‒‒‒‒‒‒‒ ‒‒‒‒‒‒‒‒‒‒‒ ‒‒‒‒‒‒‒ ‒‒‒‒ ‒‒‒‒ ‒‒‒ ‒‒‒‒‒‒ ‒‒‒‒‒‒‒‒‒ ‒‒‒‒‒‒‒‒‒‒‒ ‒‒‒‒‒‒‒‒ ‒‒‒‒‒‒‒ ‒‒‒‒‒‒ ‒‒‒‒‒ ‒‒‒‒‒‒‒‒‒‒‒ ‒‒ ‒‒‒ ‒‒‒ ‒‒‒‒‒‒‒‒‒ ‒‒‒‒‒‒ ‒‒‒‒‒‒‒‒‒‒‒ ‒‒‒‒‒‒‒‒‒ ‒‒‒‒‒‒‒ ‒‒‒‒ ‒‒‒‒‒‒‒ ‒‒‒‒‒‒‒ ‒‒‒‒‒‒‒‒ ‒‒‒‒ ‒‒‒‒‒‒‒‒‒ ‒‒‒‒‒‒‒‒‒ ‒‒‒‒‒‒‒‒‒ ‒‒‒‒‒‒ ‒‒‒‒‒‒ ‒‒‒‒‒‒‒‒‒ ‒‒‒‒‒‒‒ ‒‒‒‒‒‒‒‒‒ ‒‒‒‒‒ ‒‒‒ ‒‒‒‒ ‒‒‒ ‒‒‒‒‒ ‒‒‒‒‒ ‒‒‒‒‒‒‒‒ ‒‒‒‒ ‒‒‒‒‒‒‒‒‒‒‒ ‒‒‒‒ ‒‒ ‒‒‒‒ ‒‒‒‒‒ ‒‒‒‒‒‒‒‒‒‒‒ ‒‒‒‒‒‒‒‒‒ ‒‒‒‒‒‒‒‒ ‒‒‒‒‒‒‒‒‒ ‒‒‒‒‒‒‒ ‒‒‒‒‒‒ ‒‒‒ ‒‒‒‒‒‒‒ ‒‒‒‒‒‒‒‒ ‒‒‒‒‒‒‒‒‒‒‒ ‒‒‒‒‒‒ ‒‒‒‒‒‒‒ ‒‒‒‒‒ ‒‒‒‒ ‒‒‒‒‒‒ ‒‒‒‒‒‒‒‒‒‒‒ ‒‒‒‒‒‒‒ ‒‒‒‒‒‒‒‒‒‒‒ ‒‒‒ ‒‒‒‒‒‒‒‒‒‒‒ ‒‒‒ ‒‒‒‒ ‒‒‒‒‒‒‒‒ ‒‒ ‒‒‒‒ ‒‒‒‒‒‒‒‒‒ ‒‒‒‒‒‒‒‒ ‒‒‒ ‒‒‒‒ ‒‒‒‒ ‒‒‒‒ ‒‒‒‒‒‒‒‒‒‒‒ ‒‒‒‒‒‒‒ ‒‒‒‒‒‒‒‒‒ ‒‒‒‒‒‒ ‒‒‒‒ ‒‒‒‒‒ ‒‒‒‒ ‒‒‒‒‒‒‒‒‒ ‒‒‒ ‒‒‒‒‒‒‒‒‒‒‒ ‒‒‒‒ ‒‒‒‒‒‒ ‒‒‒‒ ‒‒‒‒‒‒‒‒‒‒‒ ‒‒‒‒‒‒‒‒ ‒‒ ‒‒‒‒‒‒ ‒‒‒‒‒‒‒‒‒‒‒ ‒‒ ‒‒‒‒ ‒‒‒ ‒‒‒‒‒ ‒‒‒‒‒‒‒‒‒‒‒ ‒‒‒‒‒‒‒‒‒‒‒ ‒‒‒‒ ‒‒‒‒‒ ‒‒‒‒ ‒‒ ‒‒‒‒ ‒‒‒‒‒‒‒ ‒‒‒ ‒‒‒‒‒‒‒‒‒‒‒ ‒‒‒‒‒‒‒‒ ‒‒‒‒‒‒‒‒‒ ‒‒ ‒‒‒‒ ‒‒‒ ‒‒‒‒‒‒ ‒‒‒ ‒‒ ‒‒‒‒‒ ‒‒‒ ‒‒‒‒‒ ‒‒‒‒‒‒‒‒ ‒‒‒‒‒‒‒ ‒‒‒‒ ‒‒‒‒ ‒‒ ‒‒‒‒‒ ‒‒‒‒‒‒‒‒‒ ‒‒‒‒‒‒‒‒ ‒‒‒‒‒‒‒‒‒ ‒‒‒‒‒‒‒ ‒‒ ‒‒‒‒ ‒‒‒‒ ‒‒‒‒‒‒‒‒ ‒‒‒‒‒‒‒‒ ‒‒ ‒‒‒‒‒ ‒‒‒‒ ‒‒‒‒‒‒‒‒‒‒‒ ‒‒‒‒ ‒‒‒‒‒‒‒‒ ‒‒‒‒ ‒‒‒‒‒‒‒ ‒‒‒‒‒‒ ‒‒‒‒‒ ‒‒‒‒ ‒‒‒‒‒‒‒‒‒ ‒‒‒‒ ‒‒‒‒‒‒‒‒‒ ‒‒‒‒‒ ‒‒‒‒‒ ‒‒‒ ‒‒‒‒‒ ‒‒‒‒‒‒‒‒‒‒‒ ‒‒‒‒‒‒‒‒‒ ‒‒‒‒‒‒‒ ‒‒‒‒ ‒‒‒‒‒‒‒‒‒‒‒ ‒‒‒‒ ‒‒‒‒‒‒ ‒‒‒‒ ‒‒‒‒ ‒‒‒‒‒‒ ‒‒‒‒‒ ‒‒‒‒‒‒‒‒ ‒‒ ‒‒‒‒‒‒‒‒ ‒‒‒‒ ‒‒ ‒‒‒‒ ‒‒‒‒‒‒‒‒ ‒‒‒ ‒‒ ‒‒ ‒‒‒‒‒‒‒‒ ‒‒‒‒‒‒‒ ‒‒‒‒‒‒‒ ‒‒‒‒‒‒‒‒ ‒‒‒ ‒‒‒ ‒‒‒‒‒ ‒‒‒‒ ‒‒‒‒‒‒ ‒‒‒‒‒‒‒‒‒ ‒‒‒‒‒‒‒ ‒‒‒‒‒‒‒‒‒‒‒ ‒‒‒‒‒‒‒ ‒‒‒‒‒‒‒‒ ‒‒‒‒‒‒‒‒ ‒‒‒ ‒‒‒‒ ‒‒‒‒‒‒‒‒‒‒‒ ‒‒‒‒: [392, 158, 734, 288]
- position-place: Mjesto rada: Istočno Sarajevo.: [6, 539, 84, 546]
- general-conditions-heading: I Općenito uvjeti:: [384, 427, 428, 434]
- position-count: Broj izvršilaca: 1 (jedan).: [6, 1155, 70, 1162]
- position-salary: Pripadajuća osnovna neto plata: 1298,64 KM.: [6, 1149, 122, 1156]
- procedure-paragraph: ‒‒‒‒‒‒‒‒‒ ‒‒‒‒‒ ‒‒‒‒‒‒ ‒‒‒‒‒‒‒‒‒‒‒ ‒‒‒‒‒‒‒‒‒ ‒‒‒‒‒‒ ‒‒‒ ‒‒‒‒‒‒‒‒‒‒‒ ‒‒‒‒‒ ‒‒‒ ‒‒‒ ‒‒‒‒‒ ‒‒‒‒‒‒‒‒‒ ‒‒‒ ‒‒‒‒ ‒‒‒‒ ‒‒‒‒‒‒‒ ‒‒‒‒‒‒ ‒‒‒‒‒‒‒ ‒‒‒ ‒‒‒‒‒‒‒‒‒‒‒ ‒‒‒‒‒‒‒ ‒‒‒‒‒‒ ‒‒‒‒‒‒‒‒ ‒‒‒‒‒‒‒ ‒‒‒‒ ‒‒‒ ‒‒‒‒‒‒‒‒‒‒‒ ‒‒‒‒‒‒‒‒‒‒‒ ‒‒‒‒ ‒‒‒ ‒‒‒‒‒‒‒‒‒‒‒ ‒‒‒‒‒‒‒‒‒‒‒ ‒‒‒ ‒‒‒ ‒‒‒‒ ‒‒‒‒‒‒‒‒ ‒‒‒‒‒‒‒‒‒‒‒ ‒‒‒‒‒‒ ‒‒‒‒‒‒‒‒ ‒‒ ‒‒ ‒‒‒‒‒‒‒ ‒‒‒‒‒‒‒ ‒‒‒‒‒‒‒ ‒‒‒‒‒‒‒‒ ‒‒‒‒‒‒ ‒‒‒ ‒‒‒‒‒‒‒‒‒ ‒‒‒‒‒‒ ‒‒‒ ‒‒‒‒‒‒‒‒‒‒‒ ‒‒‒‒‒‒‒‒‒ ‒‒ ‒‒‒‒‒‒ ‒‒‒‒‒ ‒‒ ‒‒‒‒‒‒‒‒‒ ‒‒‒‒‒‒‒ ‒‒‒‒‒‒‒‒‒‒‒ ‒‒‒‒‒‒‒‒ ‒‒‒‒‒ ‒‒‒‒ ‒‒‒‒‒‒‒ ‒‒‒‒‒‒‒ ‒‒‒‒ ‒‒‒‒‒‒‒‒‒ ‒‒‒ ‒‒‒‒‒‒‒ ‒‒‒‒ ‒‒‒‒ ‒‒‒‒‒ ‒‒‒‒‒‒‒ ‒‒‒‒‒‒‒ ‒‒‒‒ ‒‒ ‒‒‒‒‒‒‒‒ ‒‒‒‒‒ ‒‒‒‒‒‒ ‒‒‒‒ ‒‒‒‒‒‒ ‒‒‒‒‒‒‒‒ ‒‒‒ ‒‒‒‒ ‒‒‒‒ ‒‒ ‒‒‒‒‒‒‒‒‒ ‒‒ ‒‒‒‒‒‒‒ ‒‒‒‒ ‒‒‒‒‒‒ ‒‒‒‒‒‒‒‒‒‒‒ ‒‒‒‒‒‒‒‒ ‒‒‒‒‒‒‒‒ ‒‒ ‒‒‒ ‒‒‒‒ ‒‒‒‒‒‒‒‒ ‒‒‒‒‒‒ ‒‒‒‒‒‒ ‒‒‒‒‒‒ ‒‒‒‒ ‒‒‒‒‒‒‒‒‒‒‒ ‒‒‒‒‒‒ ‒‒‒‒ ‒‒‒‒ ‒‒‒‒‒‒‒‒‒ ‒‒‒‒‒‒‒ ‒‒‒ ‒‒‒ ‒‒‒‒‒‒‒‒ ‒‒‒‒‒ ‒‒‒‒‒‒‒‒‒‒‒ ‒‒‒‒ ‒‒‒ ‒‒‒‒‒‒‒‒‒ ‒‒‒‒‒‒‒‒ ‒‒‒‒‒‒‒ ‒‒ ‒‒‒‒‒‒‒‒ ‒‒‒‒ ‒‒‒‒‒‒‒ ‒‒‒‒‒ ‒‒‒‒ ‒‒‒‒‒ ‒‒‒‒‒‒‒‒‒‒‒ ‒‒ ‒‒‒‒ ‒‒‒‒‒‒‒‒‒ ‒‒‒ ‒‒‒‒ ‒‒‒‒‒‒ ‒‒‒‒‒ ‒‒‒‒ ‒‒ ‒‒‒‒‒‒‒ ‒‒‒‒ ‒‒‒‒ ‒‒‒‒‒‒‒‒‒ ‒‒‒‒‒‒‒‒ ‒‒‒ ‒‒‒‒‒‒‒‒‒‒‒ ‒‒‒‒‒‒‒ ‒‒‒‒‒‒ ‒‒‒‒‒‒‒‒‒‒‒ ‒‒‒‒‒‒‒ ‒‒‒‒‒‒ ‒‒‒‒‒‒‒‒‒‒‒ ‒‒‒‒‒‒‒‒‒ ‒‒ ‒‒‒‒‒‒‒ ‒‒‒‒‒‒‒‒ ‒‒‒‒‒‒‒‒‒‒‒ ‒‒‒‒ ‒‒‒‒‒‒‒ ‒‒‒‒‒ ‒‒‒‒‒‒‒‒‒ ‒‒ ‒‒‒‒ ‒‒‒‒‒ ‒‒‒‒‒‒‒‒‒‒‒ ‒‒‒‒‒ ‒‒‒‒ ‒‒‒‒‒‒‒‒ ‒‒‒‒‒‒ ‒‒‒‒‒‒‒‒ ‒‒ ‒‒‒ ‒‒‒ ‒‒‒‒‒‒‒ ‒‒‒‒‒‒‒‒ ‒‒‒‒‒‒‒ ‒‒‒‒‒ ‒‒‒‒‒‒ ‒‒‒‒ ‒‒‒‒‒‒‒‒ ‒‒‒‒‒‒ ‒‒‒‒‒‒ ‒‒‒‒‒‒‒ ‒‒ ‒‒‒‒‒‒‒ ‒‒‒‒‒‒‒‒‒ ‒‒ ‒‒ ‒‒‒‒ ‒‒‒‒‒‒‒ ‒‒‒‒‒‒‒‒‒ ‒‒‒‒‒‒‒‒‒‒‒ ‒‒‒‒ ‒‒‒‒‒ ‒‒‒‒ ‒‒‒‒‒‒‒‒ ‒‒‒‒ ‒‒‒‒ ‒‒ ‒‒‒‒‒‒‒‒‒‒‒ ‒‒‒‒ ‒‒‒ ‒‒‒‒‒‒‒‒ ‒‒‒‒‒‒‒‒ ‒‒‒‒‒ ‒‒‒ ‒‒‒‒‒‒‒‒ ‒‒‒‒‒ ‒‒‒‒ ‒‒ ‒‒‒ ‒‒‒‒ ‒‒‒‒ ‒‒‒‒‒‒‒‒ ‒‒‒‒ ‒‒‒‒‒‒‒‒‒ ‒‒‒ ‒‒ ‒‒‒ ‒‒ ‒‒‒‒‒‒‒‒‒ ‒‒‒‒‒‒‒ ‒‒‒‒‒‒‒‒‒ ‒‒‒‒‒‒‒‒‒‒‒ ‒‒ ‒‒‒‒ ‒‒‒ ‒‒‒‒‒‒ ‒‒‒‒ ‒‒‒‒‒‒‒ ‒‒‒‒ ‒‒‒‒ ‒‒‒‒‒‒‒ ‒‒‒‒‒‒ ‒‒‒‒‒‒‒‒ ‒‒‒ ‒‒‒‒ ‒‒‒‒‒‒ ‒‒‒‒ ‒‒‒‒‒ ‒‒‒‒‒ ‒‒‒‒‒ ‒‒‒‒‒‒‒ ‒‒‒‒ ‒‒‒‒‒‒‒‒‒ ‒‒‒‒‒‒‒‒‒‒‒ ‒‒‒‒‒‒‒ ‒‒‒‒‒‒‒‒ ‒‒ ‒‒‒‒‒‒‒‒‒‒‒ ‒‒‒‒‒‒‒‒‒‒‒ ‒‒‒‒‒‒‒ ‒‒‒‒‒‒‒ ‒‒‒‒‒ ‒‒‒‒ ‒‒‒‒‒ ‒‒‒‒‒‒‒‒‒ ‒‒‒‒ ‒‒‒ ‒‒‒ ‒‒‒‒‒‒‒‒‒ ‒‒‒‒ ‒‒‒‒‒‒‒‒‒ ‒‒‒‒ ‒‒‒‒‒‒‒‒‒‒‒ ‒‒‒ ‒‒ ‒‒‒ ‒‒‒ ‒‒‒‒‒ ‒‒‒‒‒‒‒‒ ‒‒‒‒‒‒‒‒‒‒‒ ‒‒‒‒ ‒‒‒ ‒‒ ‒‒‒‒ ‒‒‒‒‒‒‒ ‒‒‒‒‒‒‒‒‒‒‒ ‒‒‒‒‒‒‒‒‒ ‒‒‒‒ ‒‒‒‒ ‒‒ ‒‒‒‒‒‒‒‒‒‒‒ ‒‒‒‒‒‒‒‒‒ ‒‒‒‒‒‒‒‒‒‒‒ ‒‒‒‒‒‒‒‒‒ ‒‒ ‒‒‒‒‒‒ ‒‒‒‒‒‒‒‒ ‒‒‒‒‒‒‒‒ ‒‒‒‒‒ ‒‒‒‒ ‒‒‒‒ ‒‒‒‒ ‒‒‒‒ ‒‒‒‒ ‒‒‒‒‒‒‒‒‒ ‒‒ ‒‒‒‒‒‒‒ ‒‒‒‒‒‒‒‒‒ ‒‒‒‒‒‒‒‒ ‒‒‒‒‒‒‒ ‒‒‒‒‒ ‒‒ ‒‒‒ ‒‒‒‒‒‒‒ ‒‒‒‒‒‒‒‒ ‒‒‒‒ ‒‒‒‒‒‒‒‒‒‒‒ ‒‒‒‒‒‒‒‒‒ ‒‒‒‒‒‒‒‒‒ ‒‒‒‒ ‒‒‒‒‒‒‒‒‒ ‒‒‒‒‒‒ ‒‒‒ ‒‒‒‒‒‒‒‒‒‒‒ ‒‒‒‒‒‒‒‒‒‒‒ ‒‒ ‒‒‒‒‒ ‒‒‒‒‒ ‒‒ ‒‒‒‒‒‒‒‒‒‒‒ ‒‒‒‒‒‒‒ ‒‒‒‒‒‒‒‒‒‒‒ ‒‒‒‒‒‒‒ ‒‒‒‒‒ ‒‒‒‒‒‒ ‒‒‒‒ ‒‒ ‒‒‒‒‒ ‒‒‒‒‒‒‒‒ ‒‒‒‒ ‒‒‒ ‒‒‒‒ ‒‒‒‒‒‒‒‒ ‒‒‒‒‒‒ ‒‒‒‒‒‒‒‒‒ ‒‒‒‒‒ ‒‒‒ ‒‒‒‒‒‒‒ ‒‒ ‒‒‒ ‒‒‒‒‒‒‒‒ ‒‒‒‒ ‒‒‒ ‒‒‒‒‒‒‒ ‒‒ ‒‒ ‒‒‒‒‒‒‒‒‒ ‒‒‒‒‒‒ ‒‒‒‒‒‒‒‒‒ ‒‒‒‒‒‒‒‒‒ ‒‒‒‒ ‒‒‒‒‒‒‒ ‒‒‒ ‒‒‒‒‒‒ ‒‒‒‒ ‒‒‒ ‒‒‒‒‒ ‒‒‒‒‒ ‒‒‒‒‒‒‒‒ ‒‒‒‒‒‒ ‒‒‒‒‒‒ ‒‒ ‒‒‒ ‒‒‒‒‒‒‒‒‒‒‒ ‒‒‒‒‒‒‒‒ ‒‒ ‒‒‒‒‒‒ ‒‒‒‒ ‒‒‒‒‒‒‒‒ ‒‒‒‒‒‒‒‒ ‒‒‒‒‒‒‒‒ ‒‒‒‒ ‒‒‒‒ ‒‒‒‒‒ ‒‒‒‒ ‒‒‒‒‒‒‒‒ ‒‒‒‒ ‒‒‒‒‒‒‒ ‒‒ ‒‒‒‒‒‒ ‒‒‒ ‒‒‒‒‒‒‒ ‒‒‒‒‒‒ ‒‒‒‒‒‒‒‒ ‒‒‒‒ ‒‒ ‒‒ ‒‒‒‒‒‒‒ ‒‒‒‒‒‒ ‒‒‒‒‒ ‒‒‒‒‒‒‒‒‒ ‒‒‒‒‒‒‒ ‒‒‒‒ ‒‒‒‒ ‒‒ ‒‒‒‒‒‒‒‒‒ ‒‒ ‒‒‒ ‒‒‒‒‒‒‒‒‒ ‒‒‒‒‒‒ ‒‒‒‒ ‒‒‒‒‒‒‒‒‒‒‒ ‒‒‒‒‒‒‒ ‒‒‒‒‒‒‒ ‒‒‒ ‒‒‒ ‒‒‒‒ ‒‒‒ ‒‒‒‒‒‒‒‒‒ ‒‒‒‒‒‒‒‒‒‒‒ ‒‒‒‒‒‒‒ ‒‒‒‒ ‒‒‒‒‒‒‒ ‒‒‒‒‒: [384, 992, 734, 1135]
- commission-overview: [6, 48, 356, 123]
- agency-address: 71000 Sarajevo, Trg Bosne i Hercegovine 1: [384, 1159, 494, 1166]
- intro-paragraph: Na osnovu člana 21. Zakona o državnoj službi u institucijama Bosne i Hercegovine («Službeni glasnik BiH», br. 19/02, 35/03, 4/04, 26/04, 37/04, 48/05, 2/06, 32/07, 43/09, 8/10, 40/12 i 93/17), Agencija za državnu službu Bosne i Hercegovine, na zahtjev Ministarstva pravde BiH - Zavoda za izvršenje krivičnih sankcija, pritvora i drugih mjera Bosne i Hercegovine, raspisuje: [6, 6, 356, 26]
- position-count: Broj izvršilaca: 1 (jedan).: [6, 936, 70, 943]
- position-count: Broj izvršilaca: 2 (dva).: [6, 1043, 65, 1050]
- signed-paragraph: ‒‒‒‒‒‒‒‒‒‒‒ ‒‒‒‒‒‒‒‒‒‒‒ ‒‒‒‒‒‒ ‒‒‒ ‒‒‒‒‒‒‒ ‒‒‒‒‒‒ ‒‒ ‒‒‒‒‒‒‒ ‒‒‒‒‒‒‒‒‒‒‒ ‒‒‒ ‒‒‒ ‒‒‒‒‒ ‒‒ ‒‒‒‒‒‒‒‒‒‒‒ ‒‒‒‒ ‒‒‒‒‒‒‒‒ ‒‒‒ ‒‒‒‒‒‒‒‒ ‒‒‒‒‒‒‒ ‒‒‒‒‒‒‒‒ ‒‒‒‒ ‒‒‒‒‒‒ ‒‒‒‒ ‒‒‒‒‒‒‒ ‒‒‒‒‒ ‒‒‒‒‒‒‒‒‒‒‒ ‒‒‒‒‒‒‒ ‒‒‒‒‒‒‒‒‒‒‒ ‒‒‒‒‒ ‒‒‒‒‒ ‒‒‒‒ ‒‒‒‒‒‒‒‒‒‒‒ ‒‒‒ ‒‒‒‒ ‒‒‒‒‒‒‒ ‒‒‒‒‒‒‒‒‒ ‒‒‒ ‒‒‒‒‒ ‒‒‒‒‒‒‒ ‒‒‒‒‒‒‒‒‒ ‒‒‒‒‒‒ ‒‒‒‒‒‒ ‒‒‒‒‒‒ ‒‒‒‒ ‒‒‒ ‒‒‒‒‒ ‒‒‒‒‒‒‒ ‒‒‒ ‒‒‒ ‒‒‒‒‒ ‒‒‒ ‒‒‒‒‒ ‒‒‒: [384, 657, 734, 676]
- position-count: Broj izvršilaca: 1 (jedan).: [384, 64, 448, 71]
- notice-subtitle-2: u Zavodu za izvršenje krivičnih sankcija, pritvora i drugih mjera BiH: [94, 40, 268, 47]
- position-block: [6, 1170, 356, 1202]
- position-title: 2/03 Stručni saradnik za pravne poslove: [6, 851, 109, 858]
- required-documents-heading: Potrebni dokumenti:: [384, 419, 437, 426]
- position-block: [6, 958, 356, 1056]
- position-block: [384, 79, 734, 151]
- additional-conditions: ‒‒‒‒ ‒‒‒‒ ‒‒‒‒‒‒‒‒‒ ‒‒‒‒‒‒‒ ‒‒‒‒ ‒‒‒‒ ‒‒‒‒‒‒‒‒ ‒‒‒‒‒‒ ‒‒‒‒‒‒‒‒ ‒‒‒‒ ‒‒‒‒ ‒‒‒‒‒‒‒ ‒‒‒‒‒‒‒‒‒ ‒‒‒‒‒‒ ‒‒‒‒‒‒‒‒ ‒‒‒‒‒‒‒‒‒‒‒ ‒‒ ‒‒‒‒‒‒ ‒‒‒‒‒‒‒‒ ‒‒ ‒‒‒ ‒‒‒‒‒‒‒‒‒ ‒‒‒ ‒‒‒‒‒‒‒ ‒‒‒‒ ‒‒‒‒ ‒‒‒‒‒‒ ‒‒‒‒‒‒ ‒‒ ‒‒‒ ‒‒‒‒‒‒‒‒‒ ‒‒‒‒ ‒‒‒ ‒‒‒‒‒‒ ‒‒‒‒ ‒‒‒‒‒‒‒‒ ‒‒ ‒‒‒‒‒‒‒‒‒ ‒‒‒‒‒‒‒‒‒‒‒ ‒‒ ‒‒‒‒‒‒‒‒‒ ‒‒‒‒‒ ‒‒‒‒‒‒‒ ‒‒‒‒‒ ‒‒‒‒‒‒‒‒‒ ‒‒‒‒ ‒‒‒‒ ‒‒‒‒‒‒‒‒ ‒‒‒‒ ‒‒‒‒‒‒ ‒‒‒‒‒‒ ‒‒‒‒‒‒‒ ‒‒‒‒ ‒‒ ‒‒‒‒‒ ‒‒‒‒ ‒‒‒‒‒‒‒‒‒‒‒ ‒‒‒‒‒ ‒‒‒‒‒‒ ‒‒‒‒‒‒‒ ‒‒‒‒ ‒‒‒‒‒‒‒‒ ‒‒‒‒ ‒‒‒‒‒‒‒‒‒‒‒ ‒‒‒‒‒ ‒‒‒‒‒‒‒‒ ‒‒‒‒‒‒‒‒ ‒‒ ‒‒‒‒‒‒‒‒‒ ‒‒‒‒ ‒‒‒‒‒‒‒‒‒‒‒ ‒‒‒‒‒‒‒‒‒ ‒‒‒‒‒‒‒‒‒ ‒‒‒‒‒‒‒‒ ‒‒‒‒‒ ‒‒‒‒‒‒‒‒‒‒‒ ‒‒‒‒ ‒‒‒‒‒‒ ‒‒‒‒‒ ‒‒‒‒‒‒‒ ‒‒‒‒‒ ‒‒‒‒‒‒‒‒ ‒‒‒‒ ‒‒‒‒‒‒‒ ‒‒‒‒‒ ‒‒‒‒‒ ‒‒‒ ‒‒‒‒‒ ‒‒‒‒‒‒‒‒‒ ‒‒‒ ‒‒‒‒‒‒‒‒ ‒‒‒‒‒‒‒‒‒ ‒‒‒‒ ‒‒‒‒ ‒‒‒‒‒‒‒ ‒‒‒‒‒‒‒‒ ‒‒‒ ‒‒‒‒‒‒‒‒ ‒‒‒ ‒‒‒‒‒‒ ‒‒‒‒‒‒‒‒‒ ‒‒‒ ‒‒‒‒‒ ‒‒‒‒‒ ‒‒‒‒‒‒‒ ‒‒‒‒ ‒‒‒‒‒‒‒‒ ‒‒ ‒‒‒ ‒‒‒‒ ‒‒ ‒‒ ‒‒‒‒‒‒‒‒‒ ‒‒‒‒‒‒‒ ‒‒‒‒‒ ‒‒ ‒‒‒‒‒‒‒‒‒ ‒‒‒‒‒‒‒‒‒ ‒‒‒‒ ‒‒‒‒‒‒‒‒‒ ‒‒‒‒‒‒ ‒‒‒‒‒‒‒‒‒‒‒ ‒‒‒‒‒‒‒‒‒‒‒ ‒‒‒‒‒‒ ‒‒ ‒‒‒‒ ‒‒‒‒‒‒‒‒ ‒‒‒‒‒‒‒‒‒‒‒ ‒‒‒‒‒‒‒ ‒‒‒‒‒‒ ‒‒‒‒ ‒‒‒‒ ‒‒‒‒‒‒‒‒‒‒‒ ‒‒‒‒‒‒‒‒ ‒‒‒‒‒‒‒‒‒ ‒‒‒‒‒ ‒‒‒ ‒‒‒‒‒‒ ‒‒‒ ‒‒‒‒‒‒‒‒‒ ‒‒‒ ‒‒‒‒‒ ‒‒‒‒‒‒‒‒‒‒‒ ‒‒‒‒‒‒ ‒‒ ‒‒‒‒‒‒‒‒‒‒‒ ‒‒‒‒‒‒‒ ‒‒‒‒ ‒‒‒‒ ‒‒‒‒‒‒‒ ‒‒‒‒‒ ‒‒‒ ‒‒‒‒ ‒‒‒‒‒‒‒‒ ‒‒‒‒‒‒ ‒‒‒‒‒‒ ‒‒‒‒ ‒‒‒‒ ‒‒‒ ‒‒‒‒‒ ‒‒‒ ‒‒‒ ‒‒‒ ‒‒‒‒‒‒‒‒‒ ‒‒‒‒‒‒‒‒ ‒‒ ‒‒‒‒‒ ‒‒‒‒‒‒‒‒ ‒‒‒‒‒‒‒‒ ‒‒‒‒ ‒‒‒‒‒: [392, 357, 734, 416]
- position-description: ‒‒‒‒‒‒‒‒‒‒‒ ‒‒‒‒‒‒ ‒‒‒‒ ‒‒‒ ‒‒‒‒‒‒‒‒‒ ‒‒‒‒‒ ‒‒‒‒‒‒‒‒ ‒‒‒‒‒‒‒ ‒‒‒‒‒ ‒‒‒ ‒‒‒‒‒ ‒‒ ‒‒‒‒‒‒‒‒‒‒‒ ‒‒‒‒‒‒ ‒‒‒‒‒‒‒‒ ‒‒‒‒ ‒‒‒ ‒‒‒‒‒‒‒ ‒‒‒‒‒‒‒‒‒‒‒ ‒‒‒‒‒‒ ‒‒‒‒‒‒‒ ‒‒‒‒‒‒‒‒ ‒‒‒‒‒‒‒‒‒‒‒ ‒‒‒ ‒‒‒‒ ‒‒‒‒ ‒‒‒‒‒ ‒‒‒‒ ‒‒‒‒‒ ‒‒‒‒‒‒‒‒‒ ‒‒ ‒‒‒‒‒‒‒‒ ‒‒‒‒‒‒‒‒‒ ‒‒‒‒‒‒‒‒‒‒‒ ‒‒‒‒ ‒‒‒‒‒‒ ‒‒‒‒‒‒‒‒‒ ‒‒‒‒‒‒‒‒‒ ‒‒ ‒‒‒‒‒‒‒‒ ‒‒‒‒‒ ‒‒‒‒ ‒‒‒‒‒‒‒ ‒‒‒‒‒‒ ‒‒ ‒‒‒‒‒‒‒‒‒ ‒‒‒‒‒‒‒‒ ‒‒‒ ‒‒‒‒‒‒‒‒ ‒‒‒‒‒‒‒‒‒‒‒ ‒‒‒ ‒‒‒‒‒‒‒‒‒ ‒‒ ‒‒‒‒ ‒‒‒‒‒‒‒‒ ‒‒‒‒‒‒ ‒‒‒‒‒‒‒‒ ‒‒‒‒‒‒‒ ‒‒ ‒‒‒‒‒ ‒‒‒‒‒‒ ‒‒‒‒ ‒‒‒‒‒‒‒ ‒‒‒‒‒‒‒‒‒ ‒‒‒‒‒‒‒‒ ‒‒‒‒ ‒‒‒‒ ‒‒‒‒‒‒‒‒‒‒‒ ‒‒‒‒‒‒‒‒‒‒‒ ‒‒‒ ‒‒‒‒‒‒‒‒‒‒‒ ‒‒‒‒‒ ‒‒‒ ‒‒‒‒‒‒‒‒‒ ‒‒‒ ‒‒ ‒‒‒‒‒‒‒ ‒‒ ‒‒‒‒‒‒‒‒‒ ‒‒‒‒‒‒‒‒ ‒‒‒‒‒‒‒‒‒‒‒ ‒‒ ‒‒‒‒‒‒ ‒‒‒‒‒‒‒‒‒ ‒‒‒‒ ‒‒‒‒‒‒‒ ‒‒‒‒‒‒‒‒ ‒‒‒ ‒‒‒‒ ‒‒‒‒ ‒‒‒‒‒‒ ‒‒‒ ‒‒ ‒‒‒‒‒‒ ‒‒‒‒‒‒ ‒‒‒‒‒ ‒‒‒‒‒‒ ‒‒‒‒‒‒‒‒ ‒‒‒‒ ‒‒‒‒‒‒‒‒‒ ‒‒ ‒‒‒ ‒‒‒‒‒‒‒‒‒ ‒‒‒‒‒ ‒‒‒‒‒‒‒‒‒‒‒ ‒‒‒‒‒‒‒ ‒‒‒‒‒‒‒‒‒ ‒‒‒‒‒‒‒‒ ‒‒‒‒‒‒‒ ‒‒‒‒‒ ‒‒‒‒‒‒‒ ‒‒‒‒‒‒ ‒‒‒ ‒‒‒‒ ‒‒‒‒ ‒‒‒‒‒‒‒ ‒‒‒‒‒‒‒‒ ‒‒ ‒‒‒‒‒ ‒‒ ‒‒‒‒‒‒‒‒ ‒‒‒‒‒‒‒ ‒‒‒‒‒ ‒‒‒‒‒‒‒‒‒‒‒ ‒‒‒‒ ‒‒‒‒‒‒‒‒ ‒‒‒ ‒‒ ‒‒ ‒‒‒‒‒‒‒‒ ‒‒‒‒‒‒‒‒ ‒‒ ‒‒‒ ‒‒‒‒ ‒‒‒‒‒‒ ‒‒ ‒‒‒‒‒‒ ‒‒‒‒‒‒‒‒‒ ‒‒‒‒‒ ‒‒‒‒‒‒ ‒‒‒‒ ‒‒‒‒‒‒‒ ‒‒‒‒‒‒‒‒‒‒‒ ‒‒‒‒‒‒‒‒ ‒‒‒‒ ‒‒‒‒‒‒‒‒‒ ‒‒ ‒‒‒‒ ‒‒‒‒‒‒‒‒ ‒‒‒ ‒‒‒‒‒‒‒ ‒‒‒‒‒‒‒‒ ‒‒ ‒‒‒‒‒‒‒‒‒‒‒ ‒‒‒‒‒‒‒‒‒‒‒ ‒‒‒‒‒‒‒‒‒‒‒ ‒‒‒‒‒‒‒‒‒‒‒ ‒‒‒ ‒‒‒‒ ‒‒‒‒‒‒‒‒‒ ‒‒ ‒‒‒‒ ‒‒‒‒ ‒‒‒‒ ‒‒‒‒‒‒‒‒ ‒‒‒ ‒‒‒ ‒‒‒ ‒‒‒ ‒‒‒‒‒‒‒‒‒ ‒‒‒‒‒ ‒‒‒‒‒‒‒‒ ‒‒‒‒ ‒‒‒‒‒‒‒‒‒‒‒ ‒‒‒‒‒ ‒‒‒‒‒‒‒‒ ‒‒‒‒‒‒‒‒ ‒‒‒‒‒‒‒ ‒‒‒‒‒‒‒ ‒‒‒‒‒‒‒‒‒‒‒ ‒‒ ‒‒‒‒ ‒‒‒‒‒ ‒‒‒‒ ‒‒‒‒‒‒‒‒‒ ‒‒ ‒‒‒‒‒‒‒ ‒‒‒ ‒‒ ‒‒‒‒‒‒‒ ‒‒‒‒‒‒ ‒‒‒‒‒ ‒‒‒‒‒‒‒‒‒‒‒ ‒‒‒‒‒ ‒‒ ‒‒‒‒‒‒‒ ‒‒‒ ‒‒‒‒‒‒‒‒ ‒‒ ‒‒ ‒‒‒‒ ‒‒‒‒‒ ‒‒‒‒‒‒‒‒‒‒‒ ‒‒‒‒‒‒‒‒‒‒‒ ‒‒‒‒ ‒‒‒ ‒‒‒‒‒‒‒ ‒‒‒‒‒‒‒‒ ‒‒ ‒‒‒‒‒ ‒‒: [6, 964, 356, 1036]
- position-place: Mjesto rada: Istočno Sarajevo.: [6, 843, 84, 850]
- position-description: ‒‒‒‒ ‒‒‒‒‒‒‒‒‒‒‒ ‒‒‒‒‒‒ ‒‒ ‒‒‒‒ ‒‒‒‒‒‒‒‒‒‒‒ ‒‒‒‒‒‒‒‒ ‒‒‒‒‒‒‒ ‒‒‒‒‒ ‒‒‒‒‒ ‒‒‒‒‒‒‒‒‒ ‒‒‒‒‒‒‒ ‒‒‒‒‒‒‒‒‒ ‒‒‒ ‒‒‒ ‒‒‒‒‒‒‒ ‒‒‒‒‒‒‒ ‒‒‒‒‒‒‒ ‒‒‒ ‒‒‒‒‒ ‒‒‒‒‒‒‒ ‒‒‒‒‒‒ ‒‒‒‒‒‒‒ ‒‒‒‒ ‒‒‒‒‒‒‒ ‒‒‒‒ ‒‒ ‒‒‒‒‒‒‒‒‒ ‒‒ ‒‒‒‒ ‒‒‒‒‒‒ ‒‒‒‒ ‒‒‒‒‒‒‒‒ ‒‒‒‒‒ ‒‒ ‒‒‒‒‒‒ ‒‒‒‒‒‒‒ ‒‒‒‒‒‒‒‒ ‒‒‒ ‒‒‒‒‒ ‒‒‒‒ ‒‒‒‒‒‒‒ ‒‒‒‒‒‒ ‒‒‒‒‒‒ ‒‒‒‒‒‒‒ ‒‒‒‒‒‒‒‒‒‒‒ ‒‒‒‒‒‒‒‒‒‒‒ ‒‒‒‒ ‒‒‒‒‒‒‒‒‒ ‒‒‒‒‒‒ ‒‒ ‒‒‒‒‒‒‒‒‒‒‒ ‒‒‒‒‒‒‒‒ ‒‒‒‒‒‒‒‒‒‒‒ ‒‒‒‒‒‒‒‒‒ ‒‒‒‒ ‒‒‒‒‒‒‒‒‒‒‒ ‒‒‒‒‒‒‒‒ ‒‒‒‒ ‒‒‒‒ ‒‒‒‒‒‒ ‒‒‒‒‒‒‒‒ ‒‒‒‒‒‒‒‒ ‒‒‒ ‒‒‒‒ ‒‒‒‒‒‒‒‒‒‒‒ ‒‒‒ ‒‒‒‒‒‒ ‒‒‒‒‒‒‒‒ ‒‒‒‒ ‒‒‒ ‒‒‒‒‒‒‒‒‒‒‒ ‒‒‒‒‒‒‒ ‒‒‒‒‒‒‒ ‒‒‒‒ ‒‒‒‒ ‒‒‒‒ ‒‒ ‒‒‒‒‒‒ ‒‒‒‒ ‒‒‒‒‒‒‒‒‒‒‒ ‒‒‒‒‒‒‒ ‒‒‒‒‒‒‒ ‒‒‒‒ ‒‒‒‒‒‒ ‒‒‒‒ ‒‒‒ ‒‒‒‒‒‒ ‒‒‒‒‒‒‒ ‒‒‒‒‒‒‒‒‒ ‒‒‒‒‒ ‒‒‒‒‒‒‒‒ ‒‒ ‒‒ ‒‒‒‒‒‒‒‒‒‒‒ ‒‒‒ ‒‒‒‒‒‒‒ ‒‒‒‒‒‒‒ ‒‒‒‒‒‒‒ ‒‒‒‒‒‒‒‒‒ ‒‒‒ ‒‒ ‒‒‒‒ ‒‒‒ ‒‒‒‒‒‒‒‒ ‒‒‒‒‒‒‒‒‒ ‒‒‒‒‒ ‒‒‒‒‒‒ ‒‒‒‒ ‒‒‒ ‒‒‒‒‒‒‒ ‒‒‒‒‒‒‒‒ ‒‒‒‒ ‒‒‒‒ ‒‒‒‒‒ ‒‒‒‒‒‒‒ ‒‒ ‒‒‒‒‒‒ ‒‒‒‒‒ ‒‒‒‒‒‒‒‒ ‒‒‒‒‒‒‒ ‒‒‒‒‒‒‒ ‒‒ ‒‒‒‒‒ ‒‒‒‒ ‒‒‒‒‒‒‒‒‒‒‒ ‒‒‒‒‒‒‒‒‒‒‒ ‒‒‒‒‒‒ ‒‒‒‒ ‒‒‒‒‒‒‒‒‒‒‒ ‒‒‒ ‒‒‒‒‒‒‒‒ ‒‒‒‒‒‒ ‒‒‒‒‒‒ ‒‒‒‒‒‒‒‒ ‒‒‒‒‒‒‒ ‒‒‒‒‒‒‒‒‒‒‒ ‒‒‒‒ ‒‒‒‒‒‒‒‒‒ ‒‒ ‒‒‒‒‒‒‒‒‒ ‒‒‒‒ ‒‒ ‒‒‒ ‒‒‒‒‒‒‒ ‒‒‒‒‒‒‒ ‒‒‒ ‒‒‒‒‒‒ ‒‒‒‒‒‒‒‒‒‒‒ ‒‒‒‒‒‒‒‒‒‒‒ ‒‒‒‒‒‒‒‒‒‒‒ ‒‒‒‒‒‒ ‒‒‒‒‒‒‒ ‒‒‒‒ ‒‒‒‒‒‒‒‒‒‒‒ ‒‒‒‒‒ ‒‒ ‒‒‒‒‒‒‒ ‒‒‒‒ ‒‒‒ ‒‒‒‒‒‒‒‒‒‒‒ ‒‒ ‒‒‒‒ ‒‒‒‒‒‒‒‒‒‒‒ ‒‒‒‒‒‒‒‒ ‒‒‒‒‒ ‒‒‒‒ ‒‒‒‒‒ ‒‒‒‒‒‒ ‒‒‒ ‒‒‒‒‒ ‒‒‒‒‒‒‒ ‒‒‒‒‒ ‒‒‒‒‒ ‒‒‒‒‒‒‒‒ ‒‒‒‒‒‒‒‒‒‒‒ ‒‒‒‒‒‒‒‒ ‒‒‒‒ ‒‒‒‒ ‒‒‒‒‒‒‒‒ ‒‒‒‒‒‒‒ ‒‒‒‒‒‒‒ ‒‒‒‒ ‒‒‒‒‒‒‒‒‒‒‒ ‒‒‒‒ ‒‒‒‒‒ ‒‒‒ ‒‒‒‒‒‒‒‒ ‒‒‒‒‒‒‒‒‒‒‒ ‒‒‒‒ ‒‒‒‒‒‒‒‒‒ ‒‒‒‒‒‒ ‒‒ ‒‒‒‒‒ ‒‒‒ ‒‒‒‒ ‒‒‒‒‒‒‒‒‒‒‒ ‒‒‒‒‒ ‒‒‒ ‒‒ ‒‒‒‒‒‒ ‒‒ ‒‒‒ ‒‒‒ ‒‒‒‒‒‒‒‒‒ ‒‒‒ ‒‒‒‒‒‒ ‒‒‒‒‒‒‒ ‒‒‒ ‒‒‒ ‒‒‒‒‒‒‒‒ ‒‒‒‒‒ ‒‒‒‒‒‒‒ ‒‒‒‒‒ ‒‒‒‒‒‒‒‒‒‒‒ ‒‒‒ ‒‒‒‒‒‒‒‒ ‒‒‒‒‒ ‒‒‒‒‒‒‒‒ ‒‒‒‒‒‒‒‒ ‒‒‒‒‒‒‒ ‒‒‒‒‒‒‒‒‒‒‒ ‒‒‒‒‒‒ ‒‒‒‒ ‒‒‒‒‒‒ ‒‒‒‒‒‒‒‒‒‒‒ ‒‒‒‒‒‒‒‒ ‒‒‒‒‒‒‒‒‒ ‒‒ ‒‒‒ ‒‒‒‒‒‒‒ ‒‒‒‒ ‒‒‒ ‒‒‒‒‒‒‒‒‒ ‒‒‒‒‒‒‒ ‒‒‒‒‒‒‒‒‒ ‒‒ ‒‒‒‒‒‒‒‒ ‒‒‒‒‒‒‒‒ ‒‒‒‒ ‒‒‒‒‒ ‒‒ ‒‒‒ ‒‒‒‒‒‒‒ ‒‒‒‒‒ ‒‒ ‒‒‒‒‒‒‒ ‒‒‒‒‒‒ ‒‒‒‒‒‒‒‒ ‒‒‒‒ ‒‒‒‒‒‒ ‒‒‒‒ ‒‒‒‒‒‒ ‒‒‒‒ ‒‒‒‒‒‒ ‒‒‒‒‒‒‒ ‒‒‒ ‒‒‒‒‒‒ ‒‒‒‒‒‒‒ ‒‒‒‒‒‒‒‒‒‒‒ ‒‒‒‒‒ ‒‒‒‒‒‒‒‒ ‒‒‒‒ ‒‒‒‒‒ ‒‒‒‒‒‒‒ ‒‒‒‒‒‒‒‒ ‒‒‒‒ ‒‒‒‒ ‒‒‒‒‒‒‒‒‒ ‒‒‒‒‒‒‒‒‒‒‒ ‒‒‒‒‒ ‒‒‒ ‒‒‒ ‒‒‒‒‒ ‒‒‒‒ ‒‒‒‒‒‒ ‒‒‒‒‒‒‒ ‒‒‒‒‒‒‒‒‒‒‒ ‒‒‒‒‒‒‒‒‒ ‒‒‒‒ ‒‒‒‒ ‒‒‒‒‒ ‒‒‒‒ ‒‒ ‒‒‒‒‒‒‒‒ ‒‒‒‒ ‒‒‒‒ ‒‒‒‒ ‒‒‒‒‒‒‒‒‒‒‒ ‒‒‒ ‒‒ ‒‒‒‒‒‒‒‒ ‒‒‒‒ ‒‒‒‒‒ ‒‒‒‒‒‒‒‒ ‒‒‒‒‒‒ ‒‒‒‒ ‒‒ ‒‒‒‒‒‒‒‒‒‒‒ ‒‒‒‒‒‒ ‒‒‒‒‒‒‒ ‒‒‒‒‒‒‒‒ ‒‒‒ ‒‒‒‒‒‒‒‒ ‒‒‒‒ ‒‒‒ ‒‒‒‒‒‒‒ ‒‒ ‒‒‒‒ ‒‒‒‒‒‒‒‒‒ ‒‒‒‒‒‒ ‒‒‒‒ ‒‒‒‒ ‒‒‒‒‒‒ ‒‒‒ ‒‒‒‒‒‒‒‒ ‒‒‒‒‒‒‒‒‒ ‒‒‒‒‒‒‒‒‒‒‒ ‒‒‒‒‒‒‒‒ ‒‒ ‒‒‒‒ ‒‒‒ ‒‒ ‒‒‒‒‒‒‒‒ ‒‒‒‒‒ ‒‒‒‒‒‒‒‒ ‒‒ ‒‒‒‒ ‒‒‒‒ ‒‒‒‒‒‒‒‒ ‒‒‒ ‒‒‒‒‒‒‒‒‒‒‒ ‒‒‒‒‒‒‒ ‒‒‒‒ ‒‒‒‒‒‒‒ ‒‒‒‒‒‒‒‒‒‒‒ ‒‒‒‒‒‒‒‒‒‒‒ ‒‒‒‒‒‒ ‒‒‒‒‒‒‒‒‒ ‒‒‒‒ ‒‒‒‒‒‒‒‒‒‒‒ ‒‒‒ ‒‒‒‒ ‒‒‒‒‒‒‒‒‒‒‒ ‒‒‒‒‒‒‒‒ ‒‒‒‒ ‒‒‒‒‒‒‒‒‒‒‒ ‒‒‒‒‒‒‒‒‒‒‒ ‒‒‒ ‒‒‒‒‒‒‒ ‒‒ ‒‒ ‒‒ ‒‒‒‒ ‒‒‒‒‒ ‒‒‒‒‒‒‒‒‒ ‒‒‒‒ ‒‒‒‒‒ ‒‒‒‒ ‒‒ ‒‒‒‒ ‒‒‒‒‒‒‒‒ ‒‒‒‒ ‒‒‒‒ ‒‒‒‒‒ ‒‒‒‒‒‒‒ ‒‒‒‒‒‒‒ ‒‒‒‒ ‒‒‒‒ ‒‒‒ ‒‒‒‒‒‒‒‒ ‒‒‒‒‒‒‒ ‒‒‒ ‒‒‒ ‒‒‒‒ ‒‒‒‒‒‒ ‒‒‒ ‒‒‒‒ ‒‒‒‒ ‒‒ ‒‒‒‒‒‒‒‒ ‒‒‒‒‒‒‒ ‒‒‒‒‒ ‒‒‒‒ ‒‒‒‒‒‒‒‒ ‒‒‒‒ ‒‒‒‒ ‒‒‒‒‒‒‒‒ ‒‒‒‒‒‒‒‒‒‒‒ ‒‒‒‒‒‒‒ ‒‒‒ ‒‒ ‒‒‒ ‒‒‒‒ ‒‒‒‒‒‒‒‒‒‒‒ ‒‒‒‒‒‒ ‒‒‒ ‒‒‒‒‒‒‒‒‒‒‒ ‒‒‒‒‒‒ ‒‒‒‒‒‒‒‒‒‒‒ ‒‒‒‒‒‒‒ ‒‒‒‒‒‒‒‒‒‒‒ ‒‒‒‒‒‒‒‒‒‒‒ ‒‒‒‒‒‒‒‒‒ ‒‒‒‒‒‒‒‒‒‒‒ ‒‒‒ ‒‒‒‒‒‒‒‒ ‒‒‒‒‒‒‒ ‒‒‒‒‒‒‒‒ ‒‒‒‒‒‒‒‒‒‒‒ ‒‒‒‒‒ ‒‒ ‒‒‒‒‒‒‒‒‒ ‒‒‒‒ ‒‒ ‒‒‒‒‒‒‒ ‒‒‒‒ ‒‒‒ ‒‒‒‒‒ ‒‒‒‒‒‒‒ ‒‒‒‒ ‒‒ ‒‒‒‒‒‒‒‒‒‒‒ ‒‒ ‒‒‒‒ ‒‒‒ ‒‒‒‒‒‒‒ ‒‒‒‒ ‒‒‒ ‒‒‒‒ ‒‒‒‒‒‒‒‒‒ ‒‒‒‒‒‒‒ ‒‒ ‒‒‒‒‒‒‒‒ ‒‒‒ ‒‒‒‒‒‒‒ ‒‒‒‒‒‒‒ ‒‒‒‒‒‒‒ ‒‒‒‒‒‒‒‒‒ ‒‒‒‒ ‒‒‒‒‒‒‒ ‒‒‒‒ ‒‒ ‒‒ ‒‒‒ ‒‒‒‒‒‒‒‒ ‒‒ ‒‒‒‒‒‒‒‒‒‒‒ ‒‒‒‒‒‒‒‒‒‒‒ ‒‒‒‒ ‒‒‒‒‒‒‒‒ ‒‒‒‒‒‒ ‒‒‒ ‒‒‒‒‒‒‒‒ ‒‒‒‒‒ ‒‒‒‒‒‒‒‒ ‒‒‒‒‒‒‒‒‒ ‒‒‒‒‒‒‒‒‒‒‒ ‒‒ ‒‒‒‒‒‒ ‒‒‒‒‒‒‒‒‒‒‒ ‒‒‒‒‒ ‒‒ ‒‒‒‒ ‒‒‒‒‒‒‒ ‒‒‒‒‒‒‒ ‒‒‒‒ ‒‒‒‒ ‒‒‒‒‒‒‒ ‒‒‒ ‒‒‒‒‒‒‒‒‒‒‒ ‒‒‒‒‒‒ ‒‒‒‒‒ ‒‒ ‒‒‒‒‒‒‒ ‒‒‒‒‒‒‒ ‒‒‒‒‒‒‒‒‒‒‒ ‒‒‒‒‒‒‒‒ ‒‒‒‒‒‒ ‒‒‒‒ ‒‒‒‒‒ ‒‒‒‒‒‒‒‒‒ ‒‒ ‒‒‒‒‒‒‒ ‒‒‒‒‒‒‒‒ ‒‒‒‒‒ ‒‒‒‒‒‒‒ ‒‒‒‒‒ ‒‒‒‒‒‒‒‒‒‒‒ ‒‒‒‒‒‒‒‒ ‒‒‒‒‒‒ ‒‒‒‒‒ ‒‒‒‒‒‒‒‒‒‒‒ ‒‒‒‒‒‒‒‒‒‒‒ ‒‒‒‒ ‒‒‒‒‒‒‒‒‒‒‒ ‒‒‒‒‒ ‒‒‒‒‒‒‒‒‒‒‒ ‒‒ ‒‒‒‒ ‒‒‒ ‒‒‒‒‒ ‒‒‒‒‒‒ ‒‒‒‒‒‒‒‒‒‒‒: [6, 343, 356, 526]
- section-heading: SLUŽBA ZA OPĆE, PRAVNE I FINANSIJSKO-MATERIJALNE POSLOVE: [6, 547, 186, 554]
- commission-item: 1/01 Psiholog u prijemnom odjeljenju: [6, 54, 102, 61]
- position-description: ‒‒‒‒‒‒‒‒ ‒‒‒‒‒‒‒ ‒‒‒‒‒‒‒‒‒‒‒ ‒‒‒‒‒‒‒ ‒‒‒ ‒‒‒‒‒‒ ‒‒ ‒‒‒‒‒‒‒‒‒ ‒‒‒‒‒‒‒‒ ‒‒‒‒‒‒‒‒‒ ‒‒‒‒‒‒‒‒‒‒‒ ‒‒‒‒‒‒‒‒ ‒‒‒‒‒‒‒ ‒‒‒‒ ‒‒‒ ‒‒‒‒‒‒‒‒‒ ‒‒‒‒‒‒‒ ‒‒‒‒‒‒‒ ‒‒‒ ‒‒‒‒ ‒‒‒‒‒‒‒ ‒‒‒‒ ‒‒‒‒‒‒ ‒‒‒‒‒‒‒ ‒‒‒‒‒‒‒ ‒‒‒‒‒‒‒‒ ‒‒‒‒ ‒‒‒‒‒‒‒‒‒ ‒‒ ‒‒‒‒ ‒‒‒‒‒‒ ‒‒‒‒‒‒‒‒ ‒‒‒‒‒‒‒ ‒‒‒‒‒‒ ‒‒‒‒‒ ‒‒‒‒‒ ‒‒‒‒ ‒‒‒‒‒ ‒‒ ‒‒‒‒‒ ‒‒‒‒‒‒ ‒‒‒‒‒‒‒‒ ‒‒‒‒‒‒‒‒ ‒‒‒‒‒‒‒‒‒ ‒‒‒‒ ‒‒‒‒‒‒‒ ‒‒‒‒‒‒‒‒ ‒‒‒‒‒ ‒‒ ‒‒‒‒ ‒‒‒‒‒‒‒ ‒‒ ‒‒‒‒‒‒ ‒‒ ‒‒‒‒‒‒‒‒‒‒‒ ‒‒ ‒‒‒‒ ‒‒‒‒ ‒‒‒‒‒‒ ‒‒‒‒‒‒‒‒‒‒‒ ‒‒‒‒‒‒ ‒‒‒ ‒‒ ‒‒‒‒‒‒ ‒‒‒‒ ‒‒‒‒ ‒‒ ‒‒ ‒‒‒‒‒‒ ‒‒‒‒‒‒ ‒‒‒‒‒‒‒ ‒‒‒‒ ‒‒‒‒‒ ‒‒‒ ‒‒‒‒‒ ‒‒‒ ‒‒ ‒‒‒‒ ‒‒ ‒‒‒‒‒‒‒‒ ‒‒‒‒‒‒‒‒‒ ‒‒‒‒‒‒ ‒‒‒‒‒ ‒‒‒‒ ‒‒‒‒ ‒‒‒‒‒‒ ‒‒‒‒‒‒ ‒‒‒‒‒‒ ‒‒‒‒‒‒‒‒ ‒‒‒‒‒‒‒‒‒ ‒‒‒‒‒‒ ‒‒‒‒‒‒‒‒‒‒‒ ‒‒‒‒‒‒‒‒‒‒‒ ‒‒‒ ‒‒‒‒ ‒‒‒‒ ‒‒‒‒‒‒‒ ‒‒‒‒ ‒‒‒‒‒‒‒ ‒‒‒‒ ‒‒ ‒‒‒‒ ‒‒ ‒‒ ‒‒‒‒‒‒‒ ‒‒‒‒‒‒‒‒ ‒‒‒‒‒‒‒ ‒‒‒‒‒‒‒‒‒‒‒ ‒‒‒ ‒‒‒‒‒‒‒ ‒‒‒‒ ‒‒‒‒‒‒‒ ‒‒‒‒‒‒‒‒ ‒‒‒‒‒‒‒‒‒ ‒‒‒‒‒‒‒‒‒ ‒‒ ‒‒‒‒ ‒‒‒‒‒‒‒‒ ‒‒‒ ‒‒‒‒‒ ‒‒‒ ‒‒ ‒‒‒‒ ‒‒‒‒ ‒‒‒‒ ‒‒‒‒‒‒ ‒‒‒‒‒‒‒‒ ‒‒ ‒‒‒‒‒ ‒‒‒‒‒‒‒ ‒‒‒‒‒ ‒‒‒‒‒‒‒‒‒‒‒ ‒‒‒‒ ‒‒‒ ‒‒‒ ‒‒‒ ‒‒‒‒‒‒‒ ‒‒‒‒ ‒‒‒‒ ‒‒‒‒‒‒ ‒‒‒‒‒ ‒‒‒‒ ‒‒‒‒ ‒‒‒‒ ‒‒‒‒‒‒‒‒‒‒‒ ‒‒‒‒ ‒‒‒‒ ‒‒ ‒‒‒‒‒‒‒ ‒‒‒‒ ‒‒‒‒‒‒‒‒‒ ‒‒‒‒‒ ‒‒‒ ‒‒‒‒ ‒‒‒‒‒‒ ‒‒‒‒ ‒‒‒‒‒‒‒‒‒ ‒‒‒‒‒‒‒‒ ‒‒‒‒‒‒‒‒‒‒‒ ‒‒‒‒‒‒‒‒‒ ‒‒‒‒‒‒‒‒ ‒‒‒‒‒‒‒‒ ‒‒‒‒‒‒‒‒ ‒‒‒‒‒‒‒‒ ‒‒‒‒‒ ‒‒‒‒‒‒‒‒‒ ‒‒‒ ‒‒‒‒‒‒‒‒‒ ‒‒‒‒‒‒ ‒‒‒‒‒‒‒ ‒‒‒‒‒ ‒‒‒‒‒‒‒ ‒‒‒‒‒‒‒ ‒‒‒‒ ‒‒‒‒‒ ‒‒‒‒‒‒ ‒‒ ‒‒‒‒‒‒‒‒‒‒‒ ‒‒‒‒ ‒‒‒‒‒‒ ‒‒‒‒ ‒‒‒ ‒‒ ‒‒‒ ‒‒‒ ‒‒‒‒‒‒ ‒‒‒‒‒‒‒‒ ‒‒‒‒ ‒‒‒‒‒‒ ‒‒‒‒‒‒‒ ‒‒ ‒‒‒‒ ‒‒‒‒‒ ‒‒‒‒‒‒‒‒‒‒‒ ‒‒ ‒‒‒‒ ‒‒‒‒‒‒‒‒‒‒‒ ‒‒‒‒‒‒‒‒‒ ‒‒‒‒ ‒‒ ‒‒‒ ‒‒‒‒‒‒‒ ‒‒‒‒‒‒ ‒‒‒‒‒‒ ‒‒‒‒‒‒‒‒‒ ‒‒‒‒ ‒‒‒‒‒‒‒ ‒‒‒‒ ‒‒‒‒ ‒‒‒‒‒‒‒ ‒‒‒‒‒‒‒‒‒‒‒ ‒‒‒ ‒‒‒‒ ‒‒‒‒ ‒‒‒‒‒‒‒‒ ‒‒‒ ‒‒‒‒‒‒‒‒‒‒‒ ‒‒‒‒‒‒‒ ‒‒‒‒ ‒‒ ‒‒‒‒‒‒‒‒‒ ‒‒‒‒‒‒ ‒‒‒‒‒‒‒‒‒ ‒‒‒‒ ‒‒‒‒‒ ‒‒‒ ‒‒‒‒‒‒‒‒‒‒‒ ‒‒‒‒‒‒‒‒‒‒‒ ‒‒‒‒ ‒‒‒‒ ‒‒‒‒ ‒‒‒‒‒ ‒‒‒‒ ‒‒‒‒‒‒‒‒‒ ‒‒‒‒‒ ‒‒‒‒: [6, 1063, 356, 1148]
- commission-2-heading: Komisija II: [6, 90, 33, 97]
- position-title: 1/01 Psiholog u prijemnom odjeljenju: [6, 132, 102, 139]
- position-place: Mjesto rada: Istočno Sarajevo.: [6, 731, 84, 738]
- position-place: Mjesto rada: Istočno Sarajevo.: [6, 943, 84, 950]
- position-place: Mjesto rada: Istočno Sarajevo.: [6, 1049, 84, 1056]
- position-description: ‒‒‒‒‒‒‒‒‒ ‒‒ ‒‒ ‒‒‒‒‒‒‒‒‒‒‒ ‒‒ ‒‒‒ ‒‒‒‒‒‒‒‒‒ ‒‒ ‒‒ ‒‒ ‒‒‒‒‒‒‒‒ ‒‒‒‒‒‒ ‒‒‒‒‒‒‒‒‒‒‒ ‒‒‒ ‒‒‒‒‒‒‒ ‒‒‒‒‒ ‒‒‒‒‒‒‒‒‒‒‒ ‒‒‒ ‒‒‒‒‒‒‒‒ ‒‒‒‒‒‒‒‒ ‒‒‒‒‒‒‒‒‒‒‒ ‒‒‒‒‒‒‒ ‒‒‒‒‒ ‒‒‒ ‒‒‒‒‒‒‒‒ ‒‒‒ ‒‒‒‒ ‒‒ ‒‒‒‒‒ ‒‒‒‒ ‒‒ ‒‒‒‒‒ ‒‒‒‒‒‒‒ ‒‒‒‒‒‒‒‒‒ ‒‒‒‒‒‒‒‒‒‒‒ ‒‒ ‒‒‒ ‒‒ ‒‒‒‒‒‒‒‒‒‒‒ ‒‒‒‒‒ ‒‒‒‒‒‒‒ ‒‒‒‒‒‒‒ ‒‒‒‒ ‒‒‒‒‒‒‒ ‒‒‒‒ ‒‒‒‒‒‒‒ ‒‒‒‒‒‒‒ ‒‒‒‒ ‒‒‒‒‒‒‒‒‒‒‒ ‒‒‒‒‒‒ ‒‒‒‒‒‒‒‒‒‒‒ ‒‒‒‒ ‒‒‒‒ ‒‒‒‒‒ ‒‒‒‒‒ ‒‒‒‒‒‒ ‒‒‒‒‒‒‒ ‒‒‒‒‒ ‒‒‒‒‒‒‒‒ ‒‒‒‒‒ ‒‒‒‒‒‒‒‒‒ ‒‒ ‒‒‒‒‒‒‒‒‒‒‒ ‒‒‒ ‒‒‒‒‒‒‒‒ ‒‒‒‒‒‒‒‒ ‒‒‒‒‒‒‒ ‒‒‒‒‒‒‒ ‒‒‒‒‒‒‒‒‒ ‒‒‒‒‒ ‒‒ ‒‒‒‒‒‒‒‒‒ ‒‒‒‒‒ ‒‒ ‒‒‒‒‒‒‒‒‒ ‒‒‒‒‒‒ ‒‒‒‒‒ ‒‒‒‒‒ ‒‒‒‒ ‒‒‒‒‒‒‒‒‒ ‒‒‒ ‒‒‒‒ ‒‒‒‒ ‒‒ ‒‒ ‒‒‒‒‒ ‒‒‒‒‒‒‒‒‒‒‒ ‒‒‒‒‒‒ ‒‒‒‒ ‒‒‒‒‒‒‒ ‒‒‒‒ ‒‒‒‒‒‒‒ ‒‒‒ ‒‒ ‒‒‒ ‒‒‒‒‒ ‒‒‒‒‒‒‒ ‒‒‒‒‒‒‒‒‒‒‒ ‒‒‒‒ ‒‒‒‒ ‒‒‒‒ ‒‒‒‒‒‒‒‒‒‒‒ ‒‒ ‒‒‒‒‒‒‒‒ ‒‒‒‒‒‒ ‒‒‒‒‒‒‒‒‒‒‒ ‒‒‒‒‒‒‒‒‒‒‒ ‒‒‒‒ ‒‒‒‒‒‒‒‒ ‒‒‒‒‒‒‒‒‒‒‒ ‒‒‒‒‒ ‒‒ ‒‒‒‒‒ ‒‒‒‒‒‒‒‒‒ ‒‒‒‒‒‒‒ ‒‒‒‒‒‒‒‒ ‒‒‒‒ ‒‒‒‒‒‒‒ ‒‒‒‒‒‒‒‒ ‒‒ ‒‒‒‒ ‒‒‒‒‒ ‒‒‒‒‒‒‒‒‒ ‒‒‒‒‒‒‒‒‒ ‒‒‒‒‒‒‒ ‒‒ ‒‒‒ ‒‒‒‒‒‒‒‒‒ ‒‒‒‒ ‒‒‒ ‒‒‒‒‒: [384, 85, 734, 130]
- position-count: Broj izvršilaca: 1 (jedan).: [6, 725, 70, 732]
- commission-item: 3/03 Stomatolog – stručni savjetnik: [6, 110, 97, 117]
- position-title: 3/03 Stomatolog – stručni savjetnik: [6, 1169, 97, 1176]
- position-title: 3/01 Ljekar opće prakse: [6, 958, 67, 965]
- position-block: [6, 739, 356, 850]
- commission-item: 1/02 Vaspitač: [6, 61, 40, 68]
- position-count: Broj izvršilaca: 2 (dva).: [6, 533, 65, 540]
- position-salary: Pripadajuća osnovna neto plata: 1298,64 KM.: [6, 316, 122, 323]
- position-salary: Pripadajuća osnovna neto plata: 998,95 KM.: [6, 930, 119, 937]
- position-title: 3/02 Sanitarni inžinjer: [6, 1057, 62, 1064]
- signed-heading: II Svojeručno potpisan:: [384, 618, 444, 625]
- position-description: ‒‒ ‒‒‒‒‒‒‒ ‒‒‒ ‒‒‒‒‒ ‒‒ ‒‒‒‒ ‒‒‒‒ ‒‒ ‒‒‒‒‒ ‒‒‒ ‒‒‒‒‒‒‒‒‒‒‒ ‒‒‒‒‒‒ ‒‒‒‒ ‒‒‒‒‒ ‒‒‒ ‒‒‒‒‒‒ ‒‒‒‒‒‒‒ ‒‒ ‒‒‒‒‒‒‒ ‒‒‒‒ ‒‒‒‒‒‒‒‒ ‒‒‒‒‒‒‒‒ ‒‒‒‒‒‒‒ ‒‒‒‒‒ ‒‒‒‒‒‒‒‒ ‒‒‒‒‒‒‒ ‒‒‒‒‒ ‒‒ ‒‒‒‒‒‒ ‒‒‒ ‒‒‒‒‒‒‒ ‒‒‒‒‒‒‒‒ ‒‒‒‒‒ ‒‒‒ ‒‒ ‒‒‒‒‒‒‒‒‒ ‒‒‒‒‒‒‒‒‒‒‒ ‒‒‒‒‒‒‒‒‒ ‒‒‒‒‒‒‒‒‒ ‒‒‒‒ ‒‒‒‒‒‒‒‒ ‒‒‒ ‒‒‒‒ ‒‒‒‒‒ ‒‒‒ ‒‒‒‒‒‒ ‒‒‒‒‒ ‒‒‒‒‒‒‒‒‒‒‒ ‒‒‒‒‒‒ ‒‒‒‒‒‒‒ ‒‒‒ ‒‒‒‒‒ ‒‒‒‒ ‒‒‒‒‒ ‒‒‒‒‒‒ ‒‒‒‒‒‒ ‒‒‒‒‒‒‒‒ ‒‒‒‒‒‒‒‒‒ ‒‒‒‒‒ ‒‒‒‒‒ ‒‒‒‒‒ ‒‒‒‒ ‒‒‒‒‒ ‒‒‒‒‒ ‒‒‒ ‒‒‒ ‒‒‒‒‒‒‒‒‒‒‒ ‒‒‒‒‒‒‒ ‒‒‒‒‒‒‒‒‒‒‒ ‒‒‒‒ ‒‒‒‒‒‒‒‒ ‒‒‒‒‒‒‒‒ ‒‒‒‒ ‒‒‒‒‒‒‒‒‒‒‒ ‒‒‒‒‒‒ ‒‒ ‒‒‒‒ ‒‒‒‒‒‒‒‒‒ ‒‒‒‒‒‒‒‒‒ ‒‒‒ ‒‒‒‒‒‒‒‒‒ ‒‒‒‒‒‒ ‒‒‒‒‒‒‒‒‒‒‒ ‒‒‒ ‒‒‒‒‒‒‒‒ ‒‒‒‒‒‒‒‒‒ ‒‒ ‒‒‒‒‒ ‒‒‒‒ ‒‒‒‒‒‒‒‒ ‒‒‒‒‒ ‒‒‒‒ ‒‒ ‒‒‒‒‒ ‒‒‒‒‒‒‒ ‒‒‒‒‒‒‒‒‒‒‒ ‒‒‒‒ ‒‒‒ ‒‒‒‒ ‒‒‒‒‒‒‒ ‒‒‒‒‒‒‒‒‒‒‒ ‒‒‒‒‒‒ ‒‒‒‒ ‒‒‒ ‒‒‒‒ ‒‒‒‒‒‒‒ ‒‒‒‒ ‒‒‒‒ ‒‒‒‒ ‒‒ ‒‒‒‒ ‒‒‒‒ ‒‒‒‒‒‒‒ ‒‒‒‒‒ ‒‒‒‒ ‒‒‒ ‒‒‒‒‒ ‒‒‒‒ ‒‒‒‒‒‒‒‒‒ ‒‒‒ ‒‒‒ ‒‒‒‒‒‒‒ ‒‒‒‒‒‒‒ ‒‒‒‒ ‒‒‒‒‒‒ ‒‒‒‒ ‒‒‒‒‒ ‒‒‒‒‒‒‒ ‒‒‒‒‒ ‒‒‒‒‒ ‒‒‒‒ ‒‒‒‒‒‒‒‒‒‒‒ ‒‒‒‒‒ ‒‒‒‒‒‒‒‒‒‒‒ ‒‒‒‒‒‒‒‒‒ ‒‒‒‒‒‒‒‒ ‒‒‒‒‒‒‒‒‒‒‒ ‒‒‒‒‒‒ ‒‒‒ ‒‒‒‒‒‒‒‒‒ ‒‒‒‒ ‒‒‒‒ ‒‒‒‒ ‒‒‒‒‒‒‒ ‒‒‒‒‒‒‒‒‒ ‒‒‒‒ ‒‒‒‒‒‒ ‒‒‒‒‒ ‒‒‒‒‒‒‒‒‒ ‒‒ ‒‒‒‒‒‒‒‒ ‒‒ ‒‒‒‒‒ ‒‒‒‒‒‒‒ ‒‒‒‒ ‒‒‒‒‒‒ ‒‒‒‒‒ ‒‒‒‒‒‒‒‒ ‒‒‒‒‒‒ ‒‒‒‒‒ ‒‒‒‒‒‒‒‒ ‒‒‒‒ ‒‒‒‒‒ ‒‒‒‒‒‒‒‒‒‒‒ ‒‒‒‒‒‒‒‒‒‒‒ ‒‒‒‒‒‒‒‒ ‒‒ ‒‒‒‒‒‒‒‒ ‒‒‒‒‒‒ ‒‒‒‒ ‒‒‒‒‒ ‒‒‒‒ ‒‒‒‒‒‒‒‒ ‒‒ ‒‒‒‒‒‒ ‒‒‒‒‒‒‒‒‒ ‒‒‒‒‒‒‒‒‒‒‒ ‒‒‒‒‒‒‒‒‒‒‒ ‒‒ ‒‒‒‒‒ ‒‒‒‒‒‒‒‒‒‒‒ ‒‒‒‒ ‒‒‒‒‒‒‒‒‒ ‒‒‒‒‒ ‒‒‒‒‒‒‒‒ ‒‒‒‒‒‒ ‒‒‒‒‒‒‒ ‒‒‒‒‒‒ ‒‒‒‒‒‒‒ ‒‒‒ ‒‒ ‒‒‒‒‒‒‒‒‒ ‒‒‒‒ ‒‒‒‒‒‒‒‒ ‒‒ ‒‒‒‒ ‒‒‒‒‒‒‒‒‒ ‒‒‒‒‒‒‒ ‒‒‒‒‒‒ ‒‒‒ ‒‒‒‒‒‒‒‒‒‒‒ ‒‒‒‒‒‒‒‒ ‒‒ ‒‒‒‒‒‒‒‒‒ ‒‒‒‒ ‒‒‒‒‒‒‒ ‒‒‒‒‒‒‒‒‒ ‒‒‒‒‒ ‒‒‒‒ ‒‒ ‒‒‒‒ ‒‒‒‒‒‒‒ ‒‒‒‒‒ ‒‒‒ ‒‒‒‒‒ ‒‒ ‒‒‒‒‒‒‒‒‒ ‒‒‒‒ ‒‒‒‒‒‒‒‒‒‒‒ ‒‒‒‒‒ ‒‒ ‒‒‒‒‒‒‒‒ ‒‒‒‒‒‒‒ ‒‒‒‒‒ ‒‒‒ ‒‒‒‒‒‒‒‒‒ ‒‒‒‒ ‒‒‒‒‒‒‒ ‒‒‒‒‒‒‒‒‒‒‒ ‒‒‒‒ ‒‒‒‒ ‒‒ ‒‒‒ ‒‒‒‒‒‒‒‒‒ ‒‒‒‒‒‒‒‒‒‒‒ ‒‒‒‒‒ ‒‒‒ ‒‒‒‒‒‒ ‒‒‒‒ ‒‒‒‒‒‒‒‒ ‒‒‒‒‒‒‒‒‒ ‒‒‒‒‒‒‒‒ ‒‒‒‒ ‒‒‒‒‒ ‒‒‒‒ ‒‒‒ ‒‒‒‒‒‒‒ ‒‒‒‒‒‒‒‒‒‒‒ ‒‒ ‒‒‒‒‒‒‒‒ ‒‒‒ ‒‒‒‒‒‒‒‒‒ ‒‒‒‒‒‒‒ ‒‒‒‒‒‒‒‒ ‒‒‒‒‒‒ ‒‒‒‒‒‒‒‒‒‒‒ ‒‒‒‒‒‒‒‒‒‒‒ ‒‒‒ ‒‒ ‒‒‒‒‒‒‒ ‒‒‒‒‒‒‒‒‒‒‒ ‒‒‒‒‒‒‒‒ ‒‒‒‒‒‒ ‒‒‒‒‒‒‒‒‒ ‒‒‒‒‒‒‒‒‒ ‒‒ ‒‒ ‒‒‒‒‒‒‒ ‒‒‒‒‒‒‒‒‒ ‒‒‒‒‒‒‒‒‒‒‒ ‒‒ ‒‒ ‒‒‒‒‒‒ ‒‒‒‒‒‒‒‒‒ ‒‒‒‒ ‒‒‒‒‒‒‒ ‒‒‒‒‒‒‒‒‒ ‒‒‒‒‒‒‒‒ ‒‒‒‒‒‒‒‒‒‒‒ ‒‒‒‒‒‒‒‒ ‒‒‒‒‒ ‒‒‒‒ ‒‒‒‒‒ ‒‒‒‒ ‒‒‒‒ ‒‒‒‒‒‒‒‒‒ ‒‒‒ ‒‒‒ ‒‒‒‒ ‒‒‒‒‒‒‒‒‒ ‒‒‒‒‒‒‒‒ ‒‒‒‒ ‒‒‒‒‒‒ ‒‒ ‒‒‒‒ ‒‒‒‒‒ ‒‒‒‒‒‒‒ ‒‒‒‒‒ ‒‒‒‒‒‒‒‒‒ ‒‒‒ ‒‒ ‒‒ ‒‒‒ ‒‒ ‒‒‒‒‒‒ ‒‒‒‒‒ ‒‒‒‒ ‒‒‒‒‒ ‒‒‒‒‒ ‒‒‒‒ ‒‒‒‒‒‒ ‒‒‒‒ ‒‒‒‒ ‒‒‒‒‒‒‒‒‒ ‒‒‒‒‒ ‒‒‒‒‒‒ ‒‒‒‒‒‒‒‒ ‒‒‒‒ ‒‒‒‒‒‒‒ ‒‒‒‒ ‒‒‒‒ ‒‒‒‒‒‒‒‒ ‒‒‒‒ ‒‒ ‒‒‒‒‒‒‒‒ ‒‒‒‒ ‒‒‒‒‒‒‒‒‒ ‒‒‒‒‒‒ ‒‒‒‒ ‒‒‒‒‒‒ ‒‒‒‒‒‒‒‒‒ ‒‒‒ ‒‒‒‒‒‒‒‒ ‒‒ ‒‒‒‒‒‒‒ ‒‒‒‒‒‒ ‒‒‒‒‒‒‒‒‒‒‒ ‒‒‒‒ ‒‒‒ ‒‒‒‒‒‒‒ ‒‒‒‒‒‒‒‒‒ ‒‒‒‒ ‒‒‒ ‒‒ ‒‒ ‒‒‒‒‒‒‒‒ ‒‒‒‒ ‒‒‒‒‒‒‒‒‒ ‒‒‒‒ ‒‒‒‒‒‒‒ ‒‒‒‒‒‒‒ ‒‒‒‒‒‒‒‒‒ ‒‒‒‒‒‒‒ ‒‒‒‒‒‒‒‒‒ ‒‒‒‒‒‒‒ ‒‒‒‒‒ ‒‒‒‒‒‒‒‒‒ ‒‒‒‒ ‒‒‒‒‒ ‒‒ ‒‒‒‒ ‒‒‒‒‒‒‒‒‒ ‒‒‒‒‒‒‒‒‒‒‒ ‒‒‒‒‒ ‒‒‒ ‒‒‒‒‒‒‒‒‒‒‒ ‒‒‒ ‒‒‒‒‒‒ ‒‒‒‒‒ ‒‒‒‒‒ ‒‒‒‒ ‒‒‒‒‒‒‒ ‒‒‒‒‒ ‒‒‒‒‒ ‒‒‒ ‒‒‒‒‒‒‒‒‒‒‒ ‒‒‒‒‒‒ ‒‒‒ ‒‒‒‒‒‒‒‒‒‒‒ ‒‒‒‒‒‒‒ ‒‒‒‒‒ ‒‒‒‒ ‒‒‒‒‒‒‒‒‒ ‒‒‒ ‒‒‒‒ ‒‒‒‒‒ ‒‒‒‒‒‒‒‒‒‒‒ ‒‒‒‒‒‒‒‒‒ ‒‒‒‒ ‒‒‒‒‒ ‒‒‒‒‒ ‒‒ ‒‒‒‒ ‒‒‒‒‒‒‒‒‒‒‒ ‒‒‒‒‒ ‒‒‒‒‒‒‒‒‒‒‒ ‒‒‒‒‒‒‒‒‒‒‒ ‒‒‒‒ ‒‒‒‒‒‒‒‒ ‒‒‒‒‒‒‒‒‒‒‒ ‒‒‒‒‒‒‒‒ ‒‒‒‒‒‒‒‒‒ ‒‒‒‒‒‒‒‒‒ ‒‒‒‒‒‒‒‒ ‒‒‒‒‒‒ ‒‒‒‒ ‒‒‒‒‒ ‒‒‒‒‒‒‒‒‒ ‒‒‒‒‒‒‒‒‒‒‒ ‒‒‒‒‒‒‒ ‒‒‒‒‒‒‒‒‒‒‒ ‒‒ ‒‒ ‒‒‒‒‒‒‒‒‒ ‒‒‒‒‒‒ ‒‒‒‒ ‒‒‒‒‒ ‒‒‒‒‒‒‒‒‒ ‒‒ ‒‒‒ ‒‒‒‒ ‒‒‒‒‒‒‒‒ ‒‒‒‒‒‒ ‒‒‒ ‒‒‒ ‒‒‒‒‒‒‒‒ ‒‒‒ ‒‒‒‒‒‒‒‒‒‒‒ ‒‒‒‒‒‒ ‒‒‒‒‒‒‒‒‒ ‒‒‒‒ ‒‒‒‒ ‒‒‒‒‒‒‒ ‒‒‒‒ ‒‒‒‒ ‒‒‒‒‒‒ ‒‒‒‒ ‒‒‒‒ ‒‒‒‒‒‒‒ ‒‒‒ ‒‒‒‒‒‒‒‒ ‒‒‒‒ ‒‒‒‒ ‒‒‒ ‒‒ ‒‒‒‒‒‒ ‒‒‒‒‒‒‒ ‒‒‒ ‒‒‒‒‒ ‒‒‒‒ ‒‒‒‒‒ ‒‒‒‒ ‒‒ ‒‒‒‒‒‒‒‒‒‒‒ ‒‒‒‒‒‒‒‒ ‒‒‒‒‒‒‒‒‒ ‒‒‒‒ ‒‒‒‒‒‒ ‒‒‒‒‒‒‒‒‒‒‒ ‒‒‒‒ ‒‒‒‒‒‒‒ ‒‒‒‒‒‒‒‒‒ ‒‒ ‒‒‒‒‒‒‒‒‒‒‒ ‒‒ ‒‒‒‒‒‒‒‒‒‒‒ ‒‒‒‒‒‒‒‒ ‒‒‒‒ ‒‒‒ ‒‒‒‒‒‒‒ ‒‒‒‒‒‒ ‒‒‒ ‒‒‒‒‒‒‒‒‒‒‒ ‒‒‒‒‒‒‒‒‒ ‒‒‒ ‒‒‒‒‒‒‒‒‒ ‒‒‒‒‒‒‒‒ ‒‒‒‒‒‒‒‒ ‒‒‒‒ ‒‒‒‒‒‒‒‒‒ ‒‒‒‒‒‒‒‒‒ ‒‒‒‒ ‒‒‒‒‒‒‒‒ ‒‒‒‒‒‒‒‒‒‒‒ ‒‒‒ ‒‒‒‒‒‒‒‒‒ ‒‒‒‒‒‒‒‒‒‒‒ ‒‒ ‒‒‒‒ ‒‒ ‒‒‒ ‒‒‒‒: [6, 139, 356, 315]
- position-salary: Pripadajuća osnovna neto plata: 1298,64 KM.: [6, 1036, 122, 1043]
- position-salary: Pripadajuća osnovna neto plata: 1298,64 KM.: [384, 58, 500, 65]
- commission-1-heading: Komisija I: [6, 48, 32, 55]
- agency-subject: «Javni oglas za popunjavanje radnih mjesta državnih službenika u Zavodu za izvršenje krivičnih sankcija, pritvora i drugih mjera Bosne i Hercegovine»: [384, 1146, 734, 1159]
- position-block: [6, 337, 356, 547]
- position-salary: Pripadajuća osnovna neto plata: 1298,64 KM.: [6, 526, 122, 533]
- additional-conditions-heading: Dodatni uvjeti:: [384, 351, 422, 358]
- section-heading: SLUŽBA ODGOJA I TRETMANA: [6, 125, 88, 132]
- position-count: Broj izvršilaca: 1 (jedan).: [6, 322, 70, 329]
- position-salary: Pripadajuća osnovna neto plata: 1298,64 KM.: [6, 718, 122, 725]
- commission-item: 3/01 Ljekar opće prakse: [6, 97, 67, 104]
- notice-paragraph: ‒‒‒‒‒‒ ‒‒‒ ‒‒ ‒‒‒‒ ‒‒‒‒ ‒‒‒‒‒‒‒‒‒‒‒ ‒‒ ‒‒‒‒ ‒‒‒‒‒‒‒‒ ‒‒‒‒‒‒‒ ‒‒‒‒ ‒‒ ‒‒‒‒‒‒‒‒ ‒‒‒‒‒‒ ‒‒‒‒ ‒‒‒‒‒‒‒‒‒ ‒‒‒‒‒‒‒‒‒‒‒ ‒‒‒‒ ‒‒‒‒ ‒‒‒ ‒‒‒‒‒‒‒‒ ‒‒‒‒‒ ‒‒‒‒‒‒‒‒‒‒‒ ‒‒‒‒ ‒‒‒ ‒‒‒‒ ‒‒‒‒‒‒‒ ‒‒‒‒‒‒‒‒ ‒‒‒‒ ‒‒‒‒‒‒‒ ‒‒‒‒‒‒‒‒‒‒‒ ‒‒‒ ‒‒‒‒‒‒‒‒‒ ‒‒‒ ‒‒‒‒‒‒‒‒‒ ‒‒‒‒‒‒‒‒‒‒‒ ‒‒‒‒‒‒‒‒‒‒‒ ‒‒‒‒ ‒‒‒‒‒‒‒‒‒‒‒ ‒‒‒‒‒‒ ‒‒‒‒ ‒‒‒‒‒‒ ‒‒‒‒‒‒ ‒‒‒‒ ‒‒‒‒ ‒‒‒‒ ‒‒‒‒‒‒‒‒‒ ‒‒‒‒‒‒‒‒‒‒‒ ‒‒‒‒‒‒‒‒‒ ‒‒‒ ‒‒‒‒ ‒‒‒ ‒‒‒‒‒ ‒‒‒‒‒‒‒ ‒‒‒‒‒‒‒‒‒‒‒ ‒‒‒‒‒‒‒‒ ‒‒ ‒‒‒‒‒‒‒ ‒‒‒‒‒‒‒‒ ‒‒‒‒‒ ‒‒‒‒ ‒‒‒‒‒‒‒‒‒‒‒ ‒‒‒ ‒‒‒‒‒‒‒‒‒ ‒‒‒‒‒‒ ‒‒‒‒‒ ‒‒‒‒ ‒‒‒‒‒‒‒‒‒ ‒‒‒‒‒‒‒‒‒ ‒‒‒ ‒‒‒‒‒‒‒‒ ‒‒ ‒‒‒‒‒‒‒ ‒‒‒‒‒‒‒‒‒ ‒‒‒‒‒‒‒ ‒‒‒‒‒‒‒ ‒‒‒‒ ‒‒‒‒‒‒ ‒‒‒‒‒ ‒‒‒‒‒‒‒‒‒ ‒‒‒‒‒‒‒‒‒ ‒‒ ‒‒‒‒‒ ‒‒‒‒‒‒‒‒‒‒‒ ‒‒‒‒‒‒‒‒‒‒‒ ‒‒‒‒‒‒‒‒‒‒‒ ‒‒‒ ‒‒‒‒‒ ‒‒‒‒ ‒‒‒‒‒‒‒ ‒‒‒‒‒‒‒: [384, 900, 734, 933]
- documents-list: ‒‒‒‒ ‒‒‒ ‒‒‒‒‒‒ ‒‒‒‒‒‒‒‒‒ ‒‒‒‒‒‒‒ ‒‒‒‒‒‒‒‒‒ ‒‒‒ ‒‒‒ ‒‒‒‒‒‒‒‒‒ ‒‒‒‒‒‒‒‒‒ ‒‒‒‒ ‒‒‒‒ ‒‒‒‒‒‒‒ ‒‒‒‒ ‒‒‒‒ ‒‒‒‒ ‒‒‒‒‒‒‒ ‒‒ ‒‒‒‒‒‒‒‒ ‒‒‒‒‒‒‒‒‒ ‒‒‒‒‒‒‒ ‒‒‒‒‒‒‒‒‒‒‒ ‒‒‒ ‒‒‒‒ ‒‒‒‒‒‒‒‒ ‒‒‒‒‒‒‒ ‒‒‒‒‒‒‒‒ ‒‒‒ ‒‒‒ ‒‒‒‒ ‒‒‒‒‒‒‒ ‒‒‒‒‒‒‒ ‒‒‒‒‒‒‒‒‒ ‒‒‒‒ ‒‒‒‒‒‒‒ ‒‒‒‒‒‒ ‒‒‒ ‒‒‒‒‒‒ ‒‒‒‒‒‒‒‒‒ ‒‒‒‒‒‒‒‒‒ ‒‒‒‒ ‒‒‒‒ ‒‒‒‒ ‒‒‒‒‒ ‒‒‒‒‒ ‒‒‒‒‒ ‒‒‒‒‒‒ ‒‒‒‒‒ ‒‒‒‒‒‒‒ ‒‒‒‒‒‒‒‒‒‒‒ ‒‒‒‒ ‒‒ ‒‒‒‒‒‒‒‒‒ ‒‒‒‒‒‒‒ ‒‒‒‒‒‒‒‒ ‒‒‒‒ ‒‒‒‒‒‒‒‒‒‒‒ ‒‒‒‒‒‒‒‒‒‒‒ ‒‒‒‒‒ ‒‒‒‒ ‒‒‒‒‒ ‒‒ ‒‒‒‒‒ ‒‒‒ ‒‒ ‒‒‒‒‒‒‒ ‒‒‒‒‒‒‒ ‒‒ ‒‒‒‒‒‒‒‒ ‒‒‒‒‒‒‒‒ ‒‒‒‒‒‒‒‒ ‒‒‒ ‒‒‒‒‒‒‒ ‒‒‒‒‒‒‒ ‒‒‒‒‒ ‒‒‒‒ ‒‒ ‒‒‒‒ ‒‒‒‒‒‒‒ ‒‒ ‒‒‒‒‒ ‒‒‒‒‒‒ ‒‒‒‒‒‒‒‒ ‒‒‒‒‒ ‒‒‒‒‒‒‒ ‒‒‒‒‒‒‒ ‒‒‒‒‒ ‒‒‒‒‒‒ ‒‒‒‒‒‒‒‒‒ ‒‒‒‒‒‒‒‒‒ ‒‒‒‒‒‒‒‒‒ ‒‒‒‒ ‒‒ ‒‒‒‒ ‒‒ ‒‒‒‒‒‒‒‒‒ ‒‒‒‒‒ ‒‒‒‒‒‒‒‒‒ ‒‒‒ ‒‒‒‒‒‒ ‒‒‒‒‒‒‒‒‒‒‒ ‒‒‒‒‒‒‒‒‒‒‒ ‒‒‒‒‒‒‒‒‒ ‒‒‒‒‒‒‒‒ ‒‒‒ ‒‒‒‒‒ ‒‒ ‒‒ ‒‒ ‒‒‒‒‒‒‒‒ ‒‒‒‒‒‒‒ ‒‒‒‒‒‒‒‒ ‒‒‒‒‒ ‒‒‒ ‒‒‒‒‒‒‒ ‒‒‒‒‒‒ ‒‒ ‒‒‒‒‒ ‒‒‒‒‒‒‒‒‒‒‒ ‒‒‒ ‒‒‒ ‒‒‒‒‒‒‒‒‒‒‒ ‒‒‒‒‒ ‒‒‒‒‒‒ ‒‒‒‒‒‒ ‒‒‒‒‒‒‒‒ ‒‒‒ ‒‒‒ ‒‒‒ ‒‒ ‒‒‒‒ ‒‒‒‒ ‒‒‒‒ ‒‒‒‒‒‒‒‒‒ ‒‒‒‒ ‒‒‒‒‒‒‒‒‒‒‒ ‒‒ ‒‒‒‒‒ ‒‒‒ ‒‒‒‒‒‒‒‒‒ ‒‒‒‒‒‒ ‒‒‒‒‒‒ ‒‒‒ ‒‒‒‒‒ ‒‒‒‒‒‒‒‒‒ ‒‒‒‒‒ ‒‒ ‒‒‒‒‒‒ ‒‒‒‒‒ ‒‒‒‒‒‒‒ ‒‒‒‒ ‒‒‒‒‒‒ ‒‒‒‒‒‒‒‒‒‒‒ ‒‒‒‒ ‒‒‒‒‒ ‒‒‒‒‒‒‒‒‒‒‒ ‒‒‒‒‒‒ ‒‒ ‒‒‒‒‒‒ ‒‒‒‒‒ ‒‒‒‒‒‒ ‒‒‒‒‒‒‒‒‒ ‒‒‒‒‒‒ ‒‒‒‒‒‒‒‒‒ ‒‒‒ ‒‒‒‒‒‒‒‒ ‒‒‒ ‒‒‒‒‒‒‒‒‒‒‒ ‒‒‒‒ ‒‒ ‒‒‒‒‒‒‒ ‒‒‒ ‒‒‒‒ ‒‒‒‒: [392, 933, 734, 991]
- position-title: 2/02 Stručni savjetnik za blagajnu i depozit: [6, 739, 116, 746]
- commission-item: 2/03 Stručni saradnik za pravne poslove: [6, 81, 109, 88]
